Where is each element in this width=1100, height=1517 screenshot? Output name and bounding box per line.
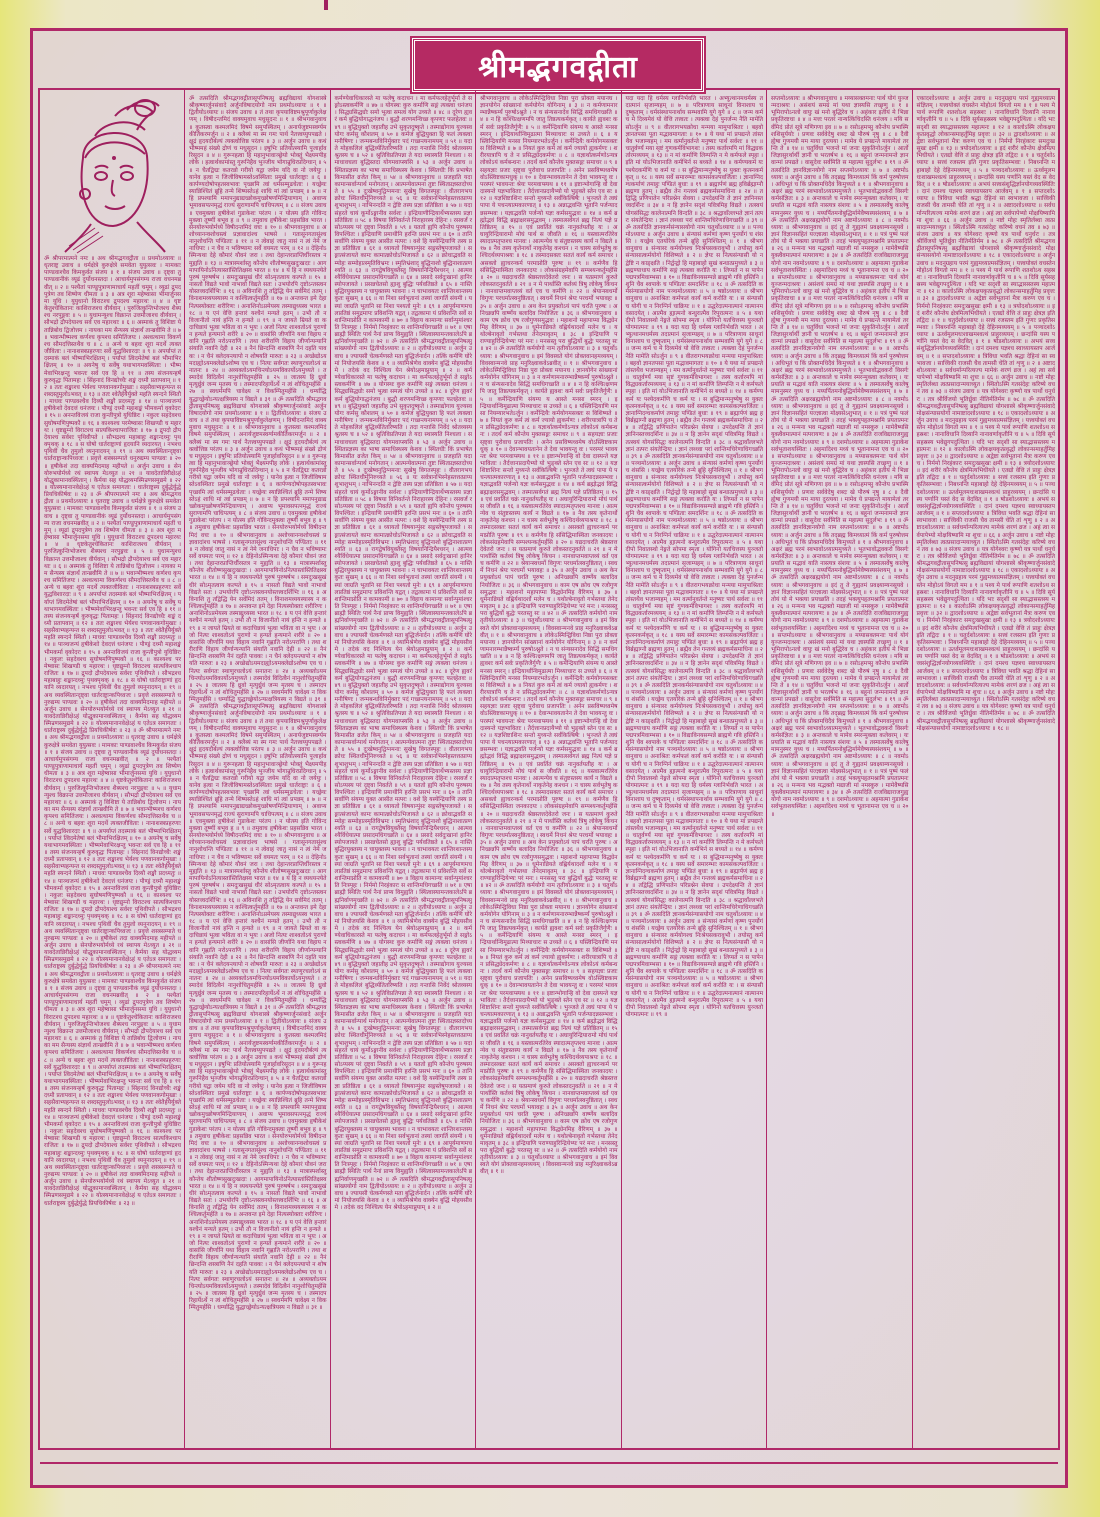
verse-text: कर्मण्येवाधिकारस्ते मा फलेषु कदाचन । मा कर्मफलहेतुर्भूर्मा ते सङ्गोऽस्त्वकर्मणि ॥ ४७ ॥ योगस्थः कुरु कर्माणि सङ्गं त्यक्त्वा धनंजय । सिद्ध्यसिद्ध्योः समो भूत्वा समत्वं योग उच्यते ॥ ४८ ॥ दूरेण ह्यवरं कर्म बुद्धियोगाद्धनंजय । बुद्धौ शरणमन्विच्छ कृपणाः फलहेतवः ॥ ४९ ॥ बुद्धियुक्तो जहातीह उभे सुकृतदुष्कृते । तस्माद्योगाय युज्यस्व योगः कर्मसु कौशलम् ॥ ५० ॥ कर्मजं बुद्धियुक्ता हि फलं त्यक्त्वा मनीषिणः । जन्मबन्धविनिर्मुक्ताः पदं गच्छन्त्यनामयम् ॥ ५१ ॥ यदा ते मोहकलिलं बुद्धिर्व्यतितरिष्यति । तदा गन्तासि निर्वेदं श्रोतव्यस्य श्रुतस्य च ॥ ५२ ॥ श्रुतिविप्रतिपन्ना ते यदा स्थास्यति निश्चला । समाधावचला बुद्धिस्तदा योगमवाप्स्यसि ॥ ५३ ॥ अर्जुन उवाच ॥ स्थितप्रज्ञस्य का भाषा समाधिस्थस्य केशव । स्थितधीः किं प्रभाषेत किमासीत व्रजेत किम् ॥ ५४ ॥ श्रीभगवानुवाच ॥ प्रजहाति यदा कामान्सर्वान्पार्थ मनोगतान् । आत्मन्येवात्मना तुष्टः स्थितप्रज्ञस्तदोच्यते ॥ ५५ ॥ दुःखेष्वनुद्विग्नमनाः सुखेषु विगतस्पृहः । वीतरागभयक्रोधः स्थितधीर्मुनिरुच्यते ॥ ५६ ॥ यः सर्वत्रानभिस्नेहस्तत्तत्प्राप्य शुभाशुभम् । नाभिनन्दति न द्वेष्टि तस्य प्रज्ञा प्रतिष्ठिता ॥ ५७ ॥ यदा संहरते चायं कूर्मोऽङ्गानीव सर्वशः । इन्द्रियाणीन्द्रियार्थेभ्यस्तस्य प्रज्ञा प्रतिष्ठिता ॥ ५८ ॥ विषया विनिवर्तन्ते निराहारस्य देहिनः । रसवर्जं रसोऽप्यस्य परं दृष्ट्वा निवर्तते ॥ ५९ ॥ यततो ह्यपि कौन्तेय पुरुषस्य विपश्चितः । इन्द्रियाणि प्रमाथीनि हरन्ति प्रसभं मनः ॥ ६० ॥ तानि सर्वाणि संयम्य युक्त आसीत मत्परः । वशे हि यस्येन्द्रियाणि तस्य प्रज्ञा प्रतिष्ठिता ॥ ६१ ॥ ध्यायतो विषयान्पुंसः सङ्गस्तेषूपजायते । सङ्गात्संजायते कामः कामात्क्रोधोऽभिजायते ॥ ६२ ॥ क्रोधाद्भवति सम्मोहः सम्मोहात्स्मृतिविभ्रमः । स्मृतिभ्रंशाद् बुद्धिनाशो बुद्धिनाशात्प्रणश्यति ॥ ६३ ॥ रागद्वेषवियुक्तैस्तु विषयानिन्द्रियैश्चरन् । आत्मवश्यैर्विधेयात्मा प्रसादमधिगच्छति ॥ ६४ ॥ प्रसादे सर्वदुःखानां हानिरस्योपजायते । प्रसन्नचेतसो ह्याशु बुद्धिः पर्यवतिष्ठते ॥ ६५ ॥ नास्ति बुद्धिरयुक्तस्य न चायुक्तस्य भावना । न चाभावयतः शान्तिरशान्तस्य कुतः सुखम् ॥ ६६ ॥ या निशा सर्वभूतानां तस्यां जागर्ति संयमी । यस्यां जाग्रति भूतानि सा निशा पश्यतो मुनेः ॥ ६९ ॥ आपूर्यमाणमचलप्रतिष्ठं समुद्रमापः प्रविशन्ति यद्वत् । तद्वत्कामा यं प्रविशन्ति सर्वे स शान्तिमाप्नोति न कामकामी ॥ ७० ॥ विहाय कामान्यः सर्वान्पुमांश्चरति निःस्पृहः । निर्ममो निरहंकारः स शान्तिमधिगच्छति ॥ ७१ ॥ एषा ब्राह्मी स्थितिः पार्थ नैनां प्राप्य विमुह्यति । स्थित्वास्यामन्तकालेऽपि ब्रह्मनिर्वाणमृच्छति ॥ ७२ ॥ ॐ तत्सदिति श्रीमद्भगवद्गीतासूपनिषत्सु सांख्ययोगो नाम द्वितीयोऽध्यायः ॥ २ ॥ तृतीयोऽध्यायः ॥ अर्जुन उवाच ॥ ज्यायसी चेत्कर्मणस्ते मता बुद्धिर्जनार्दन । तत्किं कर्मणि घोरे मां नियोजयसि केशव ॥ १ ॥ व्यामिश्रेणेव वाक्येन बुद्धिं मोहयसीव मे । तदेकं वद निश्चित्य येन श्रेयोऽहमाप्नुयाम् ॥ २ ॥ कर्मण्येवाधिकारस्ते मा फलेषु कदाचन । मा कर्मफलहेतुर्भूर्मा ते सङ्गोऽस्त्वकर्मणि ॥ ४७ ॥ योगस्थः कुरु कर्माणि सङ्गं त्यक्त्वा धनंजय । सिद्ध्यसिद्ध्योः समो भूत्वा समत्वं योग उच्यते ॥ ४८ ॥ दूरेण ह्यवरं कर्म बुद्धियोगाद्धनंजय । बुद्धौ शरणमन्विच्छ कृपणाः फलहेतवः ॥ ४९ ॥ बुद्धियुक्तो जहातीह उभे सुकृतदुष्कृते । तस्माद्योगाय युज्यस्व योगः कर्मसु कौशलम् ॥ ५० ॥ कर्मजं बुद्धियुक्ता हि फलं त्यक्त्वा मनीषिणः । जन्मबन्धविनिर्मुक्ताः पदं गच्छन्त्यनामयम् ॥ ५१ ॥ यदा ते मोहकलिलं बुद्धिर्व्यतितरिष्यति । तदा गन्तासि निर्वेदं श्रोतव्यस्य श्रुतस्य च ॥ ५२ ॥ श्रुतिविप्रतिपन्ना ते यदा स्थास्यति निश्चला । समाधावचला बुद्धिस्तदा योगमवाप्स्यसि ॥ ५३ ॥ अर्जुन उवाच ॥ स्थितप्रज्ञस्य का भाषा समाधिस्थस्य केशव । स्थितधीः किं प्रभाषेत किमासीत व्रजेत किम् ॥ ५४ ॥ श्रीभगवानुवाच ॥ प्रजहाति यदा कामान्सर्वान्पार्थ मनोगतान् । आत्मन्येवात्मना तुष्टः स्थितप्रज्ञस्तदोच्यते ॥ ५५ ॥ दुःखेष्वनुद्विग्नमनाः सुखेषु विगतस्पृहः । वीतरागभयक्रोधः स्थितधीर्मुनिरुच्यते ॥ ५६ ॥ यः सर्वत्रानभिस्नेहस्तत्तत्प्राप्य शुभाशुभम् । नाभिनन्दति न द्वेष्टि तस्य प्रज्ञा प्रतिष्ठिता ॥ ५७ ॥ यदा संहरते चायं कूर्मोऽङ्गानीव सर्वशः । इन्द्रियाणीन्द्रियार्थेभ्यस्तस्य प्रज्ञा प्रतिष्ठिता ॥ ५८ ॥ विषया विनिवर्तन्ते निराहारस्य देहिनः । रसवर्जं रसोऽप्यस्य परं दृष्ट्वा निवर्तते ॥ ५९ ॥ यततो ह्यपि कौन्तेय पुरुषस्य विपश्चितः । इन्द्रियाणि प्रमाथीनि हरन्ति प्रसभं मनः ॥ ६० ॥ तानि सर्वाणि संयम्य युक्त आसीत मत्परः । वशे हि यस्येन्द्रियाणि तस्य प्रज्ञा प्रतिष्ठिता ॥ ६१ ॥ ध्यायतो विषयान्पुंसः सङ्गस्तेषूपजायते । सङ्गात्संजायते कामः कामात्क्रोधोऽभिजायते ॥ ६२ ॥ क्रोधाद्भवति सम्मोहः सम्मोहात्स्मृतिविभ्रमः । स्मृतिभ्रंशाद् बुद्धिनाशो बुद्धिनाशात्प्रणश्यति ॥ ६३ ॥ रागद्वेषवियुक्तैस्तु विषयानिन्द्रियैश्चरन् । आत्मवश्यैर्विधेयात्मा प्रसादमधिगच्छति ॥ ६४ ॥ प्रसादे सर्वदुःखानां हानिरस्योपजायते । प्रसन्नचेतसो ह्याशु बुद्धिः पर्यवतिष्ठते ॥ ६५ ॥ नास्ति बुद्धिरयुक्तस्य न चायुक्तस्य भावना । न चाभावयतः शान्तिरशान्तस्य कुतः सुखम् ॥ ६६ ॥ या निशा सर्वभूतानां तस्यां जागर्ति संयमी । यस्यां जाग्रति भूतानि सा निशा पश्यतो मुनेः ॥ ६९ ॥ आपूर्यमाणमचलप्रतिष्ठं समुद्रमापः प्रविशन्ति यद्वत् । तद्वत्कामा यं प्रविशन्ति सर्वे स शान्तिमाप्नोति न कामकामी ॥ ७० ॥ विहाय कामान्यः सर्वान्पुमांश्चरति निःस्पृहः । निर्ममो निरहंकारः स शान्तिमधिगच्छति ॥ ७१ ॥ एषा ब्राह्मी स्थितिः पार्थ नैनां प्राप्य विमुह्यति । स्थित्वास्यामन्तकालेऽपि ब्रह्मनिर्वाणमृच्छति ॥ ७२ ॥ ॐ तत्सदिति श्रीमद्भगवद्गीतासूपनिषत्सु सांख्ययोगो नाम द्वितीयोऽध्यायः ॥ २ ॥ तृतीयोऽध्यायः ॥ अर्जुन उवाच ॥ ज्यायसी चेत्कर्मणस्ते मता बुद्धिर्जनार्दन । तत्किं कर्मणि घोरे मां नियोजयसि केशव ॥ १ ॥ व्यामिश्रेणेव वाक्येन बुद्धिं मोहयसीव मे । तदेकं वद निश्चित्य येन श्रेयोऽहमाप्नुयाम् ॥ २ ॥ कर्मण्येवाधिकारस्ते मा फलेषु कदाचन । मा कर्मफलहेतुर्भूर्मा ते सङ्गोऽस्त्वकर्मणि ॥ ४७ ॥ योगस्थः कुरु कर्माणि सङ्गं त्यक्त्वा धनंजय । सिद्ध्यसिद्ध्योः समो भूत्वा समत्वं योग उच्यते ॥ ४८ ॥ दूरेण ह्यवरं कर्म बुद्धियोगाद्धनंजय । बुद्धौ शरणमन्विच्छ कृपणाः फलहेतवः ॥ ४९ ॥ बुद्धियुक्तो जहातीह उभे सुकृतदुष्कृते । तस्माद्योगाय युज्यस्व योगः कर्मसु कौशलम् ॥ ५० ॥ कर्मजं बुद्धियुक्ता हि फलं त्यक्त्वा मनीषिणः । जन्मबन्धविनिर्मुक्ताः पदं गच्छन्त्यनामयम् ॥ ५१ ॥ यदा ते मोहकलिलं बुद्धिर्व्यतितरिष्यति । तदा गन्तासि निर्वेदं श्रोतव्यस्य श्रुतस्य च ॥ ५२ ॥ श्रुतिविप्रतिपन्ना ते यदा स्थास्यति निश्चला । समाधावचला बुद्धिस्तदा योगमवाप्स्यसि ॥ ५३ ॥ अर्जुन उवाच ॥ स्थितप्रज्ञस्य का भाषा समाधिस्थस्य केशव । स्थितधीः किं प्रभाषेत किमासीत व्रजेत किम् ॥ ५४ ॥ श्रीभगवानुवाच ॥ प्रजहाति यदा कामान्सर्वान्पार्थ मनोगतान् । आत्मन्येवात्मना तुष्टः स्थितप्रज्ञस्तदोच्यते ॥ ५५ ॥ दुःखेष्वनुद्विग्नमनाः सुखेषु विगतस्पृहः । वीतरागभयक्रोधः स्थितधीर्मुनिरुच्यते ॥ ५६ ॥ यः सर्वत्रानभिस्नेहस्तत्तत्प्राप्य शुभाशुभम् । नाभिनन्दति न द्वेष्टि तस्य प्रज्ञा प्रतिष्ठिता ॥ ५७ ॥ यदा संहरते चायं कूर्मोऽङ्गानीव सर्वशः । इन्द्रियाणीन्द्रियार्थेभ्यस्तस्य प्रज्ञा प्रतिष्ठिता ॥ ५८ ॥ विषया विनिवर्तन्ते निराहारस्य देहिनः । रसवर्जं रसोऽप्यस्य परं दृष्ट्वा निवर्तते ॥ ५९ ॥ यततो ह्यपि कौन्तेय पुरुषस्य विपश्चितः । इन्द्रियाणि प्रमाथीनि हरन्ति प्रसभं मनः ॥ ६० ॥ तानि सर्वाणि संयम्य युक्त आसीत मत्परः । वशे हि यस्येन्द्रियाणि तस्य प्रज्ञा प्रतिष्ठिता ॥ ६१ ॥ ध्यायतो विषयान्पुंसः सङ्गस्तेषूपजायते । सङ्गात्संजायते कामः कामात्क्रोधोऽभिजायते ॥ ६२ ॥ क्रोधाद्भवति सम्मोहः सम्मोहात्स्मृतिविभ्रमः । स्मृतिभ्रंशाद् बुद्धिनाशो बुद्धिनाशात्प्रणश्यति ॥ ६३ ॥ रागद्वेषवियुक्तैस्तु विषयानिन्द्रियैश्चरन् । आत्मवश्यैर्विधेयात्मा प्रसादमधिगच्छति ॥ ६४ ॥ प्रसादे सर्वदुःखानां हानिरस्योपजायते । प्रसन्नचेतसो ह्याशु बुद्धिः पर्यवतिष्ठते ॥ ६५ ॥ नास्ति बुद्धिरयुक्तस्य न चायुक्तस्य भावना । न चाभावयतः शान्तिरशान्तस्य कुतः सुखम् ॥ ६६ ॥ या निशा सर्वभूतानां तस्यां जागर्ति संयमी । यस्यां जाग्रति भूतानि सा निशा पश्यतो मुनेः ॥ ६९ ॥ आपूर्यमाणमचलप्रतिष्ठं समुद्रमापः प्रविशन्ति यद्वत् । तद्वत्कामा यं प्रविशन्ति सर्वे स शान्तिमाप्नोति न कामकामी ॥ ७० ॥ विहाय कामान्यः सर्वान्पुमांश्चरति निःस्पृहः । निर्ममो निरहंकारः स शान्तिमधिगच्छति ॥ ७१ ॥ एषा ब्राह्मी स्थितिः पार्थ नैनां प्राप्य विमुह्यति । स्थित्वास्यामन्तकालेऽपि ब्रह्मनिर्वाणमृच्छति ॥ ७२ ॥ ॐ तत्सदिति श्रीमद्भगवद्गीतासूपनिषत्सु सांख्ययोगो नाम द्वितीयोऽध्यायः ॥ २ ॥ तृतीयोऽध्यायः ॥ अर्जुन उवाच ॥ ज्यायसी चेत्कर्मणस्ते मता बुद्धिर्जनार्दन । तत्किं कर्मणि घोरे मां नियोजयसि केशव ॥ १ ॥ व्यामिश्रेणेव वाक्येन बुद्धिं मोहयसीव मे । तदेकं वद निश्चित्य येन श्रेयोऽहमाप्नुयाम् ॥ २ ॥ कर्मण्येवाधिकारस्ते मा फलेषु कदाचन । मा कर्मफलहेतुर्भूर्मा ते सङ्गोऽस्त्वकर्मणि ॥ ४७ ॥ योगस्थः कुरु कर्माणि सङ्गं त्यक्त्वा धनंजय । सिद्ध्यसिद्ध्योः समो भूत्वा समत्वं योग उच्यते ॥ ४८ ॥ दूरेण ह्यवरं कर्म बुद्धियोगाद्धनंजय । बुद्धौ शरणमन्विच्छ कृपणाः फलहेतवः ॥ ४९ ॥ बुद्धियुक्तो जहातीह उभे सुकृतदुष्कृते । तस्माद्योगाय युज्यस्व योगः कर्मसु कौशलम् ॥ ५० ॥ कर्मजं बुद्धियुक्ता हि फलं त्यक्त्वा मनीषिणः । जन्मबन्धविनिर्मुक्ताः पदं गच्छन्त्यनामयम् ॥ ५१ ॥ यदा ते मोहकलिलं बुद्धिर्व्यतितरिष्यति । तदा गन्तासि निर्वेदं श्रोतव्यस्य श्रुतस्य च ॥ ५२ ॥ श्रुतिविप्रतिपन्ना ते यदा स्थास्यति निश्चला । समाधावचला बुद्धिस्तदा योगमवाप्स्यसि ॥ ५३ ॥ अर्जुन उवाच ॥ स्थितप्रज्ञस्य का भाषा समाधिस्थस्य केशव । स्थितधीः किं प्रभाषेत किमासीत व्रजेत किम् ॥ ५४ ॥ श्रीभगवानुवाच ॥ प्रजहाति यदा कामान्सर्वान्पार्थ मनोगतान् । आत्मन्येवात्मना तुष्टः स्थितप्रज्ञस्तदोच्यते ॥ ५५ ॥ दुःखेष्वनुद्विग्नमनाः सुखेषु विगतस्पृहः । वीतरागभयक्रोधः स्थितधीर्मुनिरुच्यते ॥ ५६ ॥ यः सर्वत्रानभिस्नेहस्तत्तत्प्राप्य शुभाशुभम् । नाभिनन्दति न द्वेष्टि तस्य प्रज्ञा प्रतिष्ठिता ॥ ५७ ॥ यदा संहरते चायं कूर्मोऽङ्गानीव सर्वशः । इन्द्रियाणीन्द्रियार्थेभ्यस्तस्य प्रज्ञा प्रतिष्ठिता ॥ ५८ ॥ विषया विनिवर्तन्ते निराहारस्य देहिनः । रसवर्जं रसोऽप्यस्य परं दृष्ट्वा निवर्तते ॥ ५९ ॥ यततो ह्यपि कौन्तेय पुरुषस्य विपश्चितः । इन्द्रियाणि प्रमाथीनि हरन्ति प्रसभं मनः ॥ ६० ॥ तानि सर्वाणि संयम्य युक्त आसीत मत्परः । वशे हि यस्येन्द्रियाणि तस्य प्रज्ञा प्रतिष्ठिता ॥ ६१ ॥ ध्यायतो विषयान्पुंसः सङ्गस्तेषूपजायते । सङ्गात्संजायते कामः कामात्क्रोधोऽभिजायते ॥ ६२ ॥ क्रोधाद्भवति सम्मोहः सम्मोहात्स्मृतिविभ्रमः । स्मृतिभ्रंशाद् बुद्धिनाशो बुद्धिनाशात्प्रणश्यति ॥ ६३ ॥ रागद्वेषवियुक्तैस्तु विषयानिन्द्रियैश्चरन् । आत्मवश्यैर्विधेयात्मा प्रसादमधिगच्छति ॥ ६४ ॥ प्रसादे सर्वदुःखानां हानिरस्योपजायते । प्रसन्नचेतसो ह्याशु बुद्धिः पर्यवतिष्ठते ॥ ६५ ॥ नास्ति बुद्धिरयुक्तस्य न चायुक्तस्य भावना । न चाभावयतः शान्तिरशान्तस्य कुतः सुखम् ॥ ६६ ॥ या निशा सर्वभूतानां तस्यां जागर्ति संयमी । यस्यां जाग्रति भूतानि सा निशा पश्यतो मुनेः ॥ ६९ ॥ आपूर्यमाणमचलप्रतिष्ठं समुद्रमापः प्रविशन्ति यद्वत् । तद्वत्कामा यं प्रविशन्ति सर्वे स शान्तिमाप्नोति न कामकामी ॥ ७० ॥ विहाय कामान्यः सर्वान्पुमांश्चरति निःस्पृहः । निर्ममो निरहंकारः स शान्तिमधिगच्छति ॥ ७१ ॥ एषा ब्राह्मी स्थितिः पार्थ नैनां प्राप्य विमुह्यति । स्थित्वास्यामन्तकालेऽपि ब्रह्मनिर्वाणमृच्छति ॥ ७२ ॥ ॐ तत्सदिति श्रीमद्भगवद्गीतासूपनिषत्सु सांख्ययोगो नाम द्वितीयोऽध्यायः ॥ २ ॥ तृतीयोऽध्यायः ॥ अर्जुन उवाच ॥ ज्यायसी चेत्कर्मणस्ते मता बुद्धिर्जनार्दन । तत्किं कर्मणि घोरे मां नियोजयसि केशव ॥ १ ॥ व्यामिश्रेणेव वाक्येन बुद्धिं मोहयसीव मे । तदेकं वद निश्चित्य येन श्रेयोऽहमाप्नुयाम् ॥ २ ॥ (334, 96, 472, 1212)
top-mark (324, 0, 328, 10)
verse-text: ॐ श्रीपरमात्मने नमः ॥ अथ श्रीमद्भगवद्गीता ॥ प्रथमोऽध्यायः ॥ धृतराष्ट्र उवाच ॥ धर्मक्षेत्रे कुरुक्षेत्रे समवेता युयुत्सवः । मामकाः पाण्डवाश्चैव किमकुर्वत संजय ॥ १ ॥ संजय उवाच ॥ दृष्ट्वा तु पाण्डवानीकं व्यूढं दुर्योधनस्तदा । आचार्यमुपसंगम्य राजा वचनमब्रवीत् ॥ २ ॥ पश्यैतां पाण्डुपुत्राणामाचार्य महतीं चमूम् । व्यूढां द्रुपदपुत्रेण तव शिष्येण धीमता ॥ ३ ॥ अत्र शूरा महेष्वासा भीमार्जुनसमा युधि । युयुधानो विराटश्च द्रुपदश्च महारथः ॥ ४ ॥ धृष्टकेतुश्चेकितानः काशिराजश्च वीर्यवान् । पुरुजित्कुन्तिभोजश्च शैब्यश्च नरपुङ्गवः ॥ ५ ॥ युधामन्युश्च विक्रान्त उत्तमौजाश्च वीर्यवान् । सौभद्रो द्रौपदेयाश्च सर्व एव महारथाः ॥ ६ ॥ अस्माकं तु विशिष्टा ये तान्निबोध द्विजोत्तम । नायका मम सैन्यस्य संज्ञार्थं तान्ब्रवीमि ते ॥ ७ ॥ भवान्भीष्मश्च कर्णश्च कृपश्च समितिंजयः । अश्वत्थामा विकर्णश्च सौमदत्तिस्तथैव च ॥ ८ ॥ अन्ये च बहवः शूरा मदर्थे त्यक्तजीविताः । नानाशस्त्रप्रहरणाः सर्वे युद्धविशारदाः ॥ ९ ॥ अपर्याप्तं तदस्माकं बलं भीष्माभिरक्षितम् । पर्याप्तं त्विदमेतेषां बलं भीमाभिरक्षितम् ॥ १० ॥ अयनेषु च सर्वेषु यथाभागमवस्थिताः । भीष्ममेवाभिरक्षन्तु भवन्तः सर्व एव हि ॥ ११ ॥ तस्य संजनयन्हर्षं कुरुवृद्धः पितामहः । सिंहनादं विनद्योच्चैः शङ्खं दध्मौ प्रतापवान् ॥ १२ ॥ ततः शङ्खाश्च भेर्यश्च पणवानकगोमुखाः । सहसैवाभ्यहन्यन्त स शब्दस्तुमुलोऽभवत् ॥ १३ ॥ ततः श्वेतैर्हयैर्युक्ते महति स्यन्दने स्थितौ । माधवः पाण्डवश्चैव दिव्यौ शङ्खौ प्रदध्मतुः ॥ १४ ॥ पाञ्चजन्यं हृषीकेशो देवदत्तं धनंजयः । पौण्ड्रं दध्मौ महाशङ्खं भीमकर्मा वृकोदरः ॥ १५ ॥ अनन्तविजयं राजा कुन्तीपुत्रो युधिष्ठिरः । नकुलः सहदेवश्च सुघोषमणिपुष्पकौ ॥ १६ ॥ काश्यश्च परमेष्वासः शिखण्डी च महारथः । धृष्टद्युम्नो विराटश्च सात्यकिश्चापराजितः ॥ १७ ॥ द्रुपदो द्रौपदेयाश्च सर्वशः पृथिवीपते । सौभद्रश्च महाबाहुः शङ्खान्दध्मुः पृथक्पृथक् ॥ १८ ॥ स घोषो धार्तराष्ट्राणां हृदयानि व्यदारयत् । नभश्च पृथिवीं चैव तुमुलो व्यनुनादयन् ॥ १९ ॥ अथ व्यवस्थितान्दृष्ट्वा धार्तराष्ट्रान्कपिध्वजः । प्रवृत्ते शस्त्रसम्पाते धनुरुद्यम्य पाण्डवः ॥ २० ॥ हृषीकेशं तदा वाक्यमिदमाह महीपते ॥ अर्जुन उवाच ॥ सेनयोरुभयोर्मध्ये रथं स्थापय मेऽच्युत ॥ २१ ॥ यावदेतान्निरीक्षेऽहं योद्धुकामानवस्थितान् । कैर्मया सह योद्धव्यमस्मिन्रणसमुद्यमे ॥ २२ ॥ योत्स्यमानानवेक्षेऽहं य एतेऽत्र समागताः । धार्तराष्ट्रस्य दुर्बुद्धेर्युद्धे प्रियचिकीर्षवः ॥ २३ ॥ ॐ श्रीपरमात्मने नमः ॥ अथ श्रीमद्भगवद्गीता ॥ प्रथमोऽध्यायः ॥ धृतराष्ट्र उवाच ॥ धर्मक्षेत्रे कुरुक्षेत्रे समवेता युयुत्सवः । मामकाः पाण्डवाश्चैव किमकुर्वत संजय ॥ १ ॥ संजय उवाच ॥ दृष्ट्वा तु पाण्डवानीकं व्यूढं दुर्योधनस्तदा । आचार्यमुपसंगम्य राजा वचनमब्रवीत् ॥ २ ॥ पश्यैतां पाण्डुपुत्राणामाचार्य महतीं चमूम् । व्यूढां द्रुपदपुत्रेण तव शिष्येण धीमता ॥ ३ ॥ अत्र शूरा महेष्वासा भीमार्जुनसमा युधि । युयुधानो विराटश्च द्रुपदश्च महारथः ॥ ४ ॥ धृष्टकेतुश्चेकितानः काशिराजश्च वीर्यवान् । पुरुजित्कुन्तिभोजश्च शैब्यश्च नरपुङ्गवः ॥ ५ ॥ युधामन्युश्च विक्रान्त उत्तमौजाश्च वीर्यवान् । सौभद्रो द्रौपदेयाश्च सर्व एव महारथाः ॥ ६ ॥ अस्माकं तु विशिष्टा ये तान्निबोध द्विजोत्तम । नायका मम सैन्यस्य संज्ञार्थं तान्ब्रवीमि ते ॥ ७ ॥ भवान्भीष्मश्च कर्णश्च कृपश्च समितिंजयः । अश्वत्थामा विकर्णश्च सौमदत्तिस्तथैव च ॥ ८ ॥ अन्ये च बहवः शूरा मदर्थे त्यक्तजीविताः । नानाशस्त्रप्रहरणाः सर्वे युद्धविशारदाः ॥ ९ ॥ अपर्याप्तं तदस्माकं बलं भीष्माभिरक्षितम् । पर्याप्तं त्विदमेतेषां बलं भीमाभिरक्षितम् ॥ १० ॥ अयनेषु च सर्वेषु यथाभागमवस्थिताः । भीष्ममेवाभिरक्षन्तु भवन्तः सर्व एव हि ॥ ११ ॥ तस्य संजनयन्हर्षं कुरुवृद्धः पितामहः । सिंहनादं विनद्योच्चैः शङ्खं दध्मौ प्रतापवान् ॥ १२ ॥ ततः शङ्खाश्च भेर्यश्च पणवानकगोमुखाः । सहसैवाभ्यहन्यन्त स शब्दस्तुमुलोऽभवत् ॥ १३ ॥ ततः श्वेतैर्हयैर्युक्ते महति स्यन्दने स्थितौ । माधवः पाण्डवश्चैव दिव्यौ शङ्खौ प्रदध्मतुः ॥ १४ ॥ पाञ्चजन्यं हृषीकेशो देवदत्तं धनंजयः । पौण्ड्रं दध्मौ महाशङ्खं भीमकर्मा वृकोदरः ॥ १५ ॥ अनन्तविजयं राजा कुन्तीपुत्रो युधिष्ठिरः । नकुलः सहदेवश्च सुघोषमणिपुष्पकौ ॥ १६ ॥ काश्यश्च परमेष्वासः शिखण्डी च महारथः । धृष्टद्युम्नो विराटश्च सात्यकिश्चापराजितः ॥ १७ ॥ द्रुपदो द्रौपदेयाश्च सर्वशः पृथिवीपते । सौभद्रश्च महाबाहुः शङ्खान्दध्मुः पृथक्पृथक् ॥ १८ ॥ स घोषो धार्तराष्ट्राणां हृदयानि व्यदारयत् । नभश्च पृथिवीं चैव तुमुलो व्यनुनादयन् ॥ १९ ॥ अथ व्यवस्थितान्दृष्ट्वा धार्तराष्ट्रान्कपिध्वजः । प्रवृत्ते शस्त्रसम्पाते धनुरुद्यम्य पाण्डवः ॥ २० ॥ हृषीकेशं तदा वाक्यमिदमाह महीपते ॥ अर्जुन उवाच ॥ सेनयोरुभयोर्मध्ये रथं स्थापय मेऽच्युत ॥ २१ ॥ यावदेतान्निरीक्षेऽहं योद्धुकामानवस्थितान् । कैर्मया सह योद्धव्यमस्मिन्रणसमुद्यमे ॥ २२ ॥ योत्स्यमानानवेक्षेऽहं य एतेऽत्र समागताः । धार्तराष्ट्रस्य दुर्बुद्धेर्युद्धे प्रियचिकीर्षवः ॥ २३ ॥ ॐ श्रीपरमात्मने नमः ॥ अथ श्रीमद्भगवद्गीता ॥ प्रथमोऽध्यायः ॥ धृतराष्ट्र उवाच ॥ धर्मक्षेत्रे कुरुक्षेत्रे समवेता युयुत्सवः । मामकाः पाण्डवाश्चैव किमकुर्वत संजय ॥ १ ॥ संजय उवाच ॥ दृष्ट्वा तु पाण्डवानीकं व्यूढं दुर्योधनस्तदा । आचार्यमुपसंगम्य राजा वचनमब्रवीत् ॥ २ ॥ पश्यैतां पाण्डुपुत्राणामाचार्य महतीं चमूम् । व्यूढां द्रुपदपुत्रेण तव शिष्येण धीमता ॥ ३ ॥ अत्र शूरा महेष्वासा भीमार्जुनसमा युधि । युयुधानो विराटश्च द्रुपदश्च महारथः ॥ ४ ॥ धृष्टकेतुश्चेकितानः काशिराजश्च वीर्यवान् । पुरुजित्कुन्तिभोजश्च शैब्यश्च नरपुङ्गवः ॥ ५ ॥ युधामन्युश्च विक्रान्त उत्तमौजाश्च वीर्यवान् । सौभद्रो द्रौपदेयाश्च सर्व एव महारथाः ॥ ६ ॥ अस्माकं तु विशिष्टा ये तान्निबोध द्विजोत्तम । नायका मम सैन्यस्य संज्ञार्थं तान्ब्रवीमि ते ॥ ७ ॥ भवान्भीष्मश्च कर्णश्च कृपश्च समितिंजयः । अश्वत्थामा विकर्णश्च सौमदत्तिस्तथैव च ॥ ८ ॥ अन्ये च बहवः शूरा मदर्थे त्यक्तजीविताः । नानाशस्त्रप्रहरणाः सर्वे युद्धविशारदाः ॥ ९ ॥ अपर्याप्तं तदस्माकं बलं भीष्माभिरक्षितम् । पर्याप्तं त्विदमेतेषां बलं भीमाभिरक्षितम् ॥ १० ॥ अयनेषु च सर्वेषु यथाभागमवस्थिताः । भीष्ममेवाभिरक्षन्तु भवन्तः सर्व एव हि ॥ ११ ॥ तस्य संजनयन्हर्षं कुरुवृद्धः पितामहः । सिंहनादं विनद्योच्चैः शङ्खं दध्मौ प्रतापवान् ॥ १२ ॥ ततः शङ्खाश्च भेर्यश्च पणवानकगोमुखाः । सहसैवाभ्यहन्यन्त स शब्दस्तुमुलोऽभवत् ॥ १३ ॥ ततः श्वेतैर्हयैर्युक्ते महति स्यन्दने स्थितौ । माधवः पाण्डवश्चैव दिव्यौ शङ्खौ प्रदध्मतुः ॥ १४ ॥ पाञ्चजन्यं हृषीकेशो देवदत्तं धनंजयः । पौण्ड्रं दध्मौ महाशङ्खं भीमकर्मा वृकोदरः ॥ १५ ॥ अनन्तविजयं राजा कुन्तीपुत्रो युधिष्ठिरः । नकुलः सहदेवश्च सुघोषमणिपुष्पकौ ॥ १६ ॥ काश्यश्च परमेष्वासः शिखण्डी च महारथः । धृष्टद्युम्नो विराटश्च सात्यकिश्चापराजितः ॥ १७ ॥ द्रुपदो द्रौपदेयाश्च सर्वशः पृथिवीपते । सौभद्रश्च महाबाहुः शङ्खान्दध्मुः पृथक्पृथक् ॥ १८ ॥ स घोषो धार्तराष्ट्राणां हृदयानि व्यदारयत् । नभश्च पृथिवीं चैव तुमुलो व्यनुनादयन् ॥ १९ ॥ अथ व्यवस्थितान्दृष्ट्वा धार्तराष्ट्रान्कपिध्वजः । प्रवृत्ते शस्त्रसम्पाते धनुरुद्यम्य पाण्डवः ॥ २० ॥ हृषीकेशं तदा वाक्यमिदमाह महीपते ॥ अर्जुन उवाच ॥ सेनयोरुभयोर्मध्ये रथं स्थापय मेऽच्युत ॥ २१ ॥ यावदेतान्निरीक्षेऽहं योद्धुकामानवस्थितान् । कैर्मया सह योद्धव्यमस्मिन्रणसमुद्यमे ॥ २२ ॥ योत्स्यमानानवेक्षेऽहं य एतेऽत्र समागताः । धार्तराष्ट्रस्य दुर्बुद्धेर्युद्धे प्रियचिकीर्षवः ॥ २३ ॥ ॐ श्रीपरमात्मने नमः ॥ अथ श्रीमद्भगवद्गीता ॥ प्रथमोऽध्यायः ॥ धृतराष्ट्र उवाच ॥ धर्मक्षेत्रे कुरुक्षेत्रे समवेता युयुत्सवः । मामकाः पाण्डवाश्चैव किमकुर्वत संजय ॥ १ ॥ संजय उवाच ॥ दृष्ट्वा तु पाण्डवानीकं व्यूढं दुर्योधनस्तदा । आचार्यमुपसंगम्य राजा वचनमब्रवीत् ॥ २ ॥ पश्यैतां पाण्डुपुत्राणामाचार्य महतीं चमूम् । व्यूढां द्रुपदपुत्रेण तव शिष्येण धीमता ॥ ३ ॥ अत्र शूरा महेष्वासा भीमार्जुनसमा युधि । युयुधानो विराटश्च द्रुपदश्च महारथः ॥ ४ ॥ धृष्टकेतुश्चेकितानः काशिराजश्च वीर्यवान् । पुरुजित्कुन्तिभोजश्च शैब्यश्च नरपुङ्गवः ॥ ५ ॥ युधामन्युश्च विक्रान्त उत्तमौजाश्च वीर्यवान् । सौभद्रो द्रौपदेयाश्च सर्व एव महारथाः ॥ ६ ॥ अस्माकं तु विशिष्टा ये तान्निबोध द्विजोत्तम । नायका मम सैन्यस्य संज्ञार्थं तान्ब्रवीमि ते ॥ ७ ॥ भवान्भीष्मश्च कर्णश्च कृपश्च समितिंजयः । अश्वत्थामा विकर्णश्च सौमदत्तिस्तथैव च ॥ ८ ॥ अन्ये च बहवः शूरा मदर्थे त्यक्तजीविताः । नानाशस्त्रप्रहरणाः सर्वे युद्धविशारदाः ॥ ९ ॥ अपर्याप्तं तदस्माकं बलं भीष्माभिरक्षितम् । पर्याप्तं त्विदमेतेषां बलं भीमाभिरक्षितम् ॥ १० ॥ अयनेषु च सर्वेषु यथाभागमवस्थिताः । भीष्ममेवाभिरक्षन्तु भवन्तः सर्व एव हि ॥ ११ ॥ तस्य संजनयन्हर्षं कुरुवृद्धः पितामहः । सिंहनादं विनद्योच्चैः शङ्खं दध्मौ प्रतापवान् ॥ १२ ॥ ततः शङ्खाश्च भेर्यश्च पणवानकगोमुखाः । सहसैवाभ्यहन्यन्त स शब्दस्तुमुलोऽभवत् ॥ १३ ॥ ततः श्वेतैर्हयैर्युक्ते महति स्यन्दने स्थितौ । माधवः पाण्डवश्चैव दिव्यौ शङ्खौ प्रदध्मतुः ॥ १४ ॥ पाञ्चजन्यं हृषीकेशो देवदत्तं धनंजयः । पौण्ड्रं दध्मौ महाशङ्खं भीमकर्मा वृकोदरः ॥ १५ ॥ अनन्तविजयं राजा कुन्तीपुत्रो युधिष्ठिरः । नकुलः सहदेवश्च सुघोषमणिपुष्पकौ ॥ १६ ॥ काश्यश्च परमेष्वासः शिखण्डी च महारथः । धृष्टद्युम्नो विराटश्च सात्यकिश्चापराजितः ॥ १७ ॥ द्रुपदो द्रौपदेयाश्च सर्वशः पृथिवीपते । सौभद्रश्च महाबाहुः शङ्खान्दध्मुः पृथक्पृथक् ॥ १८ ॥ स घोषो धार्तराष्ट्राणां हृदयानि व्यदारयत् । नभश्च पृथिवीं चैव तुमुलो व्यनुनादयन् ॥ १९ ॥ अथ व्यवस्थितान्दृष्ट्वा धार्तराष्ट्रान्कपिध्वजः । प्रवृत्ते शस्त्रसम्पाते धनुरुद्यम्य पाण्डवः ॥ २० ॥ हृषीकेशं तदा वाक्यमिदमाह महीपते ॥ अर्जुन उवाच ॥ सेनयोरुभयोर्मध्ये रथं स्थापय मेऽच्युत ॥ २१ ॥ यावदेतान्निरीक्षेऽहं योद्धुकामानवस्थितान् । कैर्मया सह योद्धव्यमस्मिन्रणसमुद्यमे ॥ २२ ॥ योत्स्यमानानवेक्षेऽहं य एतेऽत्र समागताः । धार्तराष्ट्रस्य दुर्बुद्धेर्युद्धे प्रियचिकीर्षवः ॥ २३ ॥ (44, 256, 181, 1207)
text-column-6 (767, 90, 913, 1448)
verse-text: एकादशोऽध्यायः ॥ अर्जुन उवाच ॥ मदनुग्रहाय परमं गुह्यमध्यात्मसंज्ञितम् । यत्त्वयोक्तं वचस्तेन मोहोऽयं विगतो मम ॥ १ ॥ पश्य मे पार्थ रूपाणि शतशोऽथ सहस्रशः । नानाविधानि दिव्यानि नानावर्णाकृतीनि च ॥ ५ ॥ दिवि सूर्यसहस्रस्य भवेद्युगपदुत्थिता । यदि भाः सदृशी सा स्याद्भासस्तस्य महात्मनः ॥ १२ ॥ कालोऽस्मि लोकक्षयकृत्प्रवृद्धो लोकान्समाहर्तुमिह प्रवृत्तः ॥ ३२ ॥ द्वादशोऽध्यायः ॥ अद्वेष्टा सर्वभूतानां मैत्रः करुण एव च । निर्ममो निरहंकारः समदुःखसुखः क्षमी ॥ १३ ॥ त्रयोदशोऽध्यायः ॥ इदं शरीरं कौन्तेय क्षेत्रमित्यभिधीयते । एतद्यो वेत्ति तं प्राहुः क्षेत्रज्ञ इति तद्विदः ॥ १ ॥ चतुर्दशोऽध्यायः ॥ सत्त्वं रजस्तम इति गुणाः प्रकृतिसम्भवाः । निबध्नन्ति महाबाहो देहे देहिनमव्ययम् ॥ ५ ॥ पञ्चदशोऽध्यायः ॥ ऊर्ध्वमूलमधःशाखमश्वत्थं प्राहुरव्ययम् । छन्दांसि यस्य पर्णानि यस्तं वेद स वेदवित् ॥ १ ॥ षोडशोऽध्यायः ॥ अभयं सत्त्वसंशुद्धिर्ज्ञानयोगव्यवस्थितिः । दानं दमश्च यज्ञश्च स्वाध्यायस्तप आर्जवम् ॥ १ ॥ सप्तदशोऽध्यायः ॥ त्रिविधा भवति श्रद्धा देहिनां सा स्वभावजा । सात्त्विकी राजसी चैव तामसी चेति तां शृणु ॥ २ ॥ अष्टादशोऽध्यायः ॥ सर्वधर्मान्परित्यज्य मामेकं शरणं व्रज । अहं त्वा सर्वपापेभ्यो मोक्षयिष्यामि मा शुचः ॥ ६६ ॥ अर्जुन उवाच ॥ नष्टो मोहः स्मृतिर्लब्धा त्वत्प्रसादान्मयाच्युत । स्थितोऽस्मि गतसंदेहः करिष्ये वचनं तव ॥ ७३ ॥ संजय उवाच ॥ यत्र योगेश्वरः कृष्णो यत्र पार्थो धनुर्धरः । तत्र श्रीर्विजयो भूतिर्ध्रुवा नीतिर्मतिर्मम ॥ ७८ ॥ ॐ तत्सदिति श्रीमद्भगवद्गीतासूपनिषत्सु ब्रह्मविद्यायां योगशास्त्रे श्रीकृष्णार्जुनसंवादे मोक्षसंन्यासयोगो नामाष्टादशोऽध्यायः ॥ १८ ॥ एकादशोऽध्यायः ॥ अर्जुन उवाच ॥ मदनुग्रहाय परमं गुह्यमध्यात्मसंज्ञितम् । यत्त्वयोक्तं वचस्तेन मोहोऽयं विगतो मम ॥ १ ॥ पश्य मे पार्थ रूपाणि शतशोऽथ सहस्रशः । नानाविधानि दिव्यानि नानावर्णाकृतीनि च ॥ ५ ॥ दिवि सूर्यसहस्रस्य भवेद्युगपदुत्थिता । यदि भाः सदृशी सा स्याद्भासस्तस्य महात्मनः ॥ १२ ॥ कालोऽस्मि लोकक्षयकृत्प्रवृद्धो लोकान्समाहर्तुमिह प्रवृत्तः ॥ ३२ ॥ द्वादशोऽध्यायः ॥ अद्वेष्टा सर्वभूतानां मैत्रः करुण एव च । निर्ममो निरहंकारः समदुःखसुखः क्षमी ॥ १३ ॥ त्रयोदशोऽध्यायः ॥ इदं शरीरं कौन्तेय क्षेत्रमित्यभिधीयते । एतद्यो वेत्ति तं प्राहुः क्षेत्रज्ञ इति तद्विदः ॥ १ ॥ चतुर्दशोऽध्यायः ॥ सत्त्वं रजस्तम इति गुणाः प्रकृतिसम्भवाः । निबध्नन्ति महाबाहो देहे देहिनमव्ययम् ॥ ५ ॥ पञ्चदशोऽध्यायः ॥ ऊर्ध्वमूलमधःशाखमश्वत्थं प्राहुरव्ययम् । छन्दांसि यस्य पर्णानि यस्तं वेद स वेदवित् ॥ १ ॥ षोडशोऽध्यायः ॥ अभयं सत्त्वसंशुद्धिर्ज्ञानयोगव्यवस्थितिः । दानं दमश्च यज्ञश्च स्वाध्यायस्तप आर्जवम् ॥ १ ॥ सप्तदशोऽध्यायः ॥ त्रिविधा भवति श्रद्धा देहिनां सा स्वभावजा । सात्त्विकी राजसी चैव तामसी चेति तां शृणु ॥ २ ॥ अष्टादशोऽध्यायः ॥ सर्वधर्मान्परित्यज्य मामेकं शरणं व्रज । अहं त्वा सर्वपापेभ्यो मोक्षयिष्यामि मा शुचः ॥ ६६ ॥ अर्जुन उवाच ॥ नष्टो मोहः स्मृतिर्लब्धा त्वत्प्रसादान्मयाच्युत । स्थितोऽस्मि गतसंदेहः करिष्ये वचनं तव ॥ ७३ ॥ संजय उवाच ॥ यत्र योगेश्वरः कृष्णो यत्र पार्थो धनुर्धरः । तत्र श्रीर्विजयो भूतिर्ध्रुवा नीतिर्मतिर्मम ॥ ७८ ॥ ॐ तत्सदिति श्रीमद्भगवद्गीतासूपनिषत्सु ब्रह्मविद्यायां योगशास्त्रे श्रीकृष्णार्जुनसंवादे मोक्षसंन्यासयोगो नामाष्टादशोऽध्यायः ॥ १८ ॥ एकादशोऽध्यायः ॥ अर्जुन उवाच ॥ मदनुग्रहाय परमं गुह्यमध्यात्मसंज्ञितम् । यत्त्वयोक्तं वचस्तेन मोहोऽयं विगतो मम ॥ १ ॥ पश्य मे पार्थ रूपाणि शतशोऽथ सहस्रशः । नानाविधानि दिव्यानि नानावर्णाकृतीनि च ॥ ५ ॥ दिवि सूर्यसहस्रस्य भवेद्युगपदुत्थिता । यदि भाः सदृशी सा स्याद्भासस्तस्य महात्मनः ॥ १२ ॥ कालोऽस्मि लोकक्षयकृत्प्रवृद्धो लोकान्समाहर्तुमिह प्रवृत्तः ॥ ३२ ॥ द्वादशोऽध्यायः ॥ अद्वेष्टा सर्वभूतानां मैत्रः करुण एव च । निर्ममो निरहंकारः समदुःखसुखः क्षमी ॥ १३ ॥ त्रयोदशोऽध्यायः ॥ इदं शरीरं कौन्तेय क्षेत्रमित्यभिधीयते । एतद्यो वेत्ति तं प्राहुः क्षेत्रज्ञ इति तद्विदः ॥ १ ॥ चतुर्दशोऽध्यायः ॥ सत्त्वं रजस्तम इति गुणाः प्रकृतिसम्भवाः । निबध्नन्ति महाबाहो देहे देहिनमव्ययम् ॥ ५ ॥ पञ्चदशोऽध्यायः ॥ ऊर्ध्वमूलमधःशाखमश्वत्थं प्राहुरव्ययम् । छन्दांसि यस्य पर्णानि यस्तं वेद स वेदवित् ॥ १ ॥ षोडशोऽध्यायः ॥ अभयं सत्त्वसंशुद्धिर्ज्ञानयोगव्यवस्थितिः । दानं दमश्च यज्ञश्च स्वाध्यायस्तप आर्जवम् ॥ १ ॥ सप्तदशोऽध्यायः ॥ त्रिविधा भवति श्रद्धा देहिनां सा स्वभावजा । सात्त्विकी राजसी चैव तामसी चेति तां शृणु ॥ २ ॥ अष्टादशोऽध्यायः ॥ सर्वधर्मान्परित्यज्य मामेकं शरणं व्रज । अहं त्वा सर्वपापेभ्यो मोक्षयिष्यामि मा शुचः ॥ ६६ ॥ अर्जुन उवाच ॥ नष्टो मोहः स्मृतिर्लब्धा त्वत्प्रसादान्मयाच्युत । स्थितोऽस्मि गतसंदेहः करिष्ये वचनं तव ॥ ७३ ॥ संजय उवाच ॥ यत्र योगेश्वरः कृष्णो यत्र पार्थो धनुर्धरः । तत्र श्रीर्विजयो भूतिर्ध्रुवा नीतिर्मतिर्मम ॥ ७८ ॥ ॐ तत्सदिति श्रीमद्भगवद्गीतासूपनिषत्सु ब्रह्मविद्यायां योगशास्त्रे श्रीकृष्णार्जुनसंवादे मोक्षसंन्यासयोगो नामाष्टादशोऽध्यायः ॥ १८ ॥ एकादशोऽध्यायः ॥ अर्जुन उवाच ॥ मदनुग्रहाय परमं गुह्यमध्यात्मसंज्ञितम् । यत्त्वयोक्तं वचस्तेन मोहोऽयं विगतो मम ॥ १ ॥ पश्य मे पार्थ रूपाणि शतशोऽथ सहस्रशः । नानाविधानि दिव्यानि नानावर्णाकृतीनि च ॥ ५ ॥ दिवि सूर्यसहस्रस्य भवेद्युगपदुत्थिता । यदि भाः सदृशी सा स्याद्भासस्तस्य महात्मनः ॥ १२ ॥ कालोऽस्मि लोकक्षयकृत्प्रवृद्धो लोकान्समाहर्तुमिह प्रवृत्तः ॥ ३२ ॥ द्वादशोऽध्यायः ॥ अद्वेष्टा सर्वभूतानां मैत्रः करुण एव च । निर्ममो निरहंकारः समदुःखसुखः क्षमी ॥ १३ ॥ त्रयोदशोऽध्यायः ॥ इदं शरीरं कौन्तेय क्षेत्रमित्यभिधीयते । एतद्यो वेत्ति तं प्राहुः क्षेत्रज्ञ इति तद्विदः ॥ १ ॥ चतुर्दशोऽध्यायः ॥ सत्त्वं रजस्तम इति गुणाः प्रकृतिसम्भवाः । निबध्नन्ति महाबाहो देहे देहिनमव्ययम् ॥ ५ ॥ पञ्चदशोऽध्यायः ॥ ऊर्ध्वमूलमधःशाखमश्वत्थं प्राहुरव्ययम् । छन्दांसि यस्य पर्णानि यस्तं वेद स वेदवित् ॥ १ ॥ षोडशोऽध्यायः ॥ अभयं सत्त्वसंशुद्धिर्ज्ञानयोगव्यवस्थितिः । दानं दमश्च यज्ञश्च स्वाध्यायस्तप आर्जवम् ॥ १ ॥ सप्तदशोऽध्यायः ॥ त्रिविधा भवति श्रद्धा देहिनां सा स्वभावजा । सात्त्विकी राजसी चैव तामसी चेति तां शृणु ॥ २ ॥ अष्टादशोऽध्यायः ॥ सर्वधर्मान्परित्यज्य मामेकं शरणं व्रज । अहं त्वा सर्वपापेभ्यो मोक्षयिष्यामि मा शुचः ॥ ६६ ॥ अर्जुन उवाच ॥ नष्टो मोहः स्मृतिर्लब्धा त्वत्प्रसादान्मयाच्युत । स्थितोऽस्मि गतसंदेहः करिष्ये वचनं तव ॥ ७३ ॥ संजय उवाच ॥ यत्र योगेश्वरः कृष्णो यत्र पार्थो धनुर्धरः । तत्र श्रीर्विजयो भूतिर्ध्रुवा नीतिर्मतिर्मम ॥ ७८ ॥ ॐ तत्सदिति श्रीमद्भगवद्गीतासूपनिषत्सु ब्रह्मविद्यायां योगशास्त्रे श्रीकृष्णार्जुनसंवादे मोक्षसंन्यासयोगो नामाष्टादशोऽध्यायः ॥ १८ ॥ (916, 96, 1055, 732)
text-column-3 (331, 90, 477, 1448)
verse-text: श्रीभगवानुवाच ॥ लोकेऽस्मिन्द्विविधा निष्ठा पुरा प्रोक्ता मयानघ । ज्ञानयोगेन सांख्यानां कर्मयोगेन योगिनाम् ॥ ३ ॥ न कर्मणामनारम्भान्नैष्कर्म्यं पुरुषोऽश्नुते । न च संन्यसनादेव सिद्धिं समधिगच्छति ॥ ४ ॥ न हि कश्चित्क्षणमपि जातु तिष्ठत्यकर्मकृत् । कार्यते ह्यवशः कर्म सर्वः प्रकृतिजैर्गुणैः ॥ ५ ॥ कर्मेन्द्रियाणि संयम्य य आस्ते मनसा स्मरन् । इन्द्रियार्थान्विमूढात्मा मिथ्याचारः स उच्यते ॥ ६ ॥ यस्त्विन्द्रियाणि मनसा नियम्यारभतेऽर्जुन । कर्मेन्द्रियैः कर्मयोगमसक्तः स विशिष्यते ॥ ७ ॥ नियतं कुरु कर्म त्वं कर्म ज्यायो ह्यकर्मणः । शरीरयात्रापि च ते न प्रसिद्ध्येदकर्मणः ॥ ८ ॥ यज्ञार्थात्कर्मणोऽन्यत्र लोकोऽयं कर्मबन्धनः । तदर्थं कर्म कौन्तेय मुक्तसङ्गः समाचर ॥ ९ ॥ सहयज्ञाः प्रजाः सृष्ट्वा पुरोवाच प्रजापतिः । अनेन प्रसविष्यध्वमेष वोऽस्त्विष्टकामधुक् ॥ १० ॥ देवान्भावयतानेन ते देवा भावयन्तु वः । परस्परं भावयन्तः श्रेयः परमवाप्स्यथ ॥ ११ ॥ इष्टान्भोगान्हि वो देवा दास्यन्ते यज्ञभाविताः । तैर्दत्तानप्रदायैभ्यो यो भुङ्क्ते स्तेन एव सः ॥ १२ ॥ यज्ञशिष्टाशिनः सन्तो मुच्यन्ते सर्वकिल्बिषैः । भुञ्जते ते त्वघं पापा ये पचन्त्यात्मकारणात् ॥ १३ ॥ अन्नाद्भवन्ति भूतानि पर्जन्यादन्नसम्भवः । यज्ञाद्भवति पर्जन्यो यज्ञः कर्मसमुद्भवः ॥ १४ ॥ कर्म ब्रह्मोद्भवं विद्धि ब्रह्माक्षरसमुद्भवम् । तस्मात्सर्वगतं ब्रह्म नित्यं यज्ञे प्रतिष्ठितम् ॥ १५ ॥ एवं प्रवर्तितं चक्रं नानुवर्तयतीह यः । अघायुरिन्द्रियारामो मोघं पार्थ स जीवति ॥ १६ ॥ यस्त्वात्मरतिरेव स्यादात्मतृप्तश्च मानवः । आत्मन्येव च संतुष्टस्तस्य कार्यं न विद्यते ॥ १७ ॥ नैव तस्य कृतेनार्थो नाकृतेनेह कश्चन । न चास्य सर्वभूतेषु कश्चिदर्थव्यपाश्रयः ॥ १८ ॥ तस्मादसक्तः सततं कार्यं कर्म समाचर । असक्तो ह्याचरन्कर्म परमाप्नोति पूरुषः ॥ १९ ॥ कर्मणैव हि संसिद्धिमास्थिता जनकादयः । लोकसंग्रहमेवापि सम्पश्यन्कर्तुमर्हसि ॥ २० ॥ यद्यदाचरति श्रेष्ठस्तत्तदेवेतरो जनः । स यत्प्रमाणं कुरुते लोकस्तदनुवर्तते ॥ २१ ॥ न मे पार्थास्ति कर्तव्यं त्रिषु लोकेषु किंचन । नानवाप्तमवाप्तव्यं वर्त एव च कर्मणि ॥ २२ ॥ श्रेयान्स्वधर्मो विगुणः परधर्मात्स्वनुष्ठितात् । स्वधर्मे निधनं श्रेयः परधर्मो भयावहः ॥ ३५ ॥ अर्जुन उवाच ॥ अथ केन प्रयुक्तोऽयं पापं चरति पूरुषः । अनिच्छन्नपि वार्ष्णेय बलादिव नियोजितः ॥ ३६ ॥ श्रीभगवानुवाच ॥ काम एष क्रोध एष रजोगुणसमुद्भवः । महाशनो महापाप्मा विद्ध्येनमिह वैरिणम् ॥ ३७ ॥ धूमेनाव्रियते वह्निर्यथादर्शो मलेन च । यथोल्बेनावृतो गर्भस्तथा तेनेदमावृतम् ॥ ३८ ॥ इन्द्रियाणि पराण्याहुरिन्द्रियेभ्यः परं मनः । मनसस्तु परा बुद्धिर्यो बुद्धेः परतस्तु सः ॥ ४२ ॥ ॐ तत्सदिति कर्मयोगो नाम तृतीयोऽध्यायः ॥ ३ ॥ चतुर्थोऽध्यायः ॥ श्रीभगवानुवाच ॥ इमं विवस्वते योगं प्रोक्तवानहमव्ययम् । विवस्वान्मनवे प्राह मनुरिक्ष्वाकवेऽब्रवीत् ॥ १ ॥ श्रीभगवानुवाच ॥ लोकेऽस्मिन्द्विविधा निष्ठा पुरा प्रोक्ता मयानघ । ज्ञानयोगेन सांख्यानां कर्मयोगेन योगिनाम् ॥ ३ ॥ न कर्मणामनारम्भान्नैष्कर्म्यं पुरुषोऽश्नुते । न च संन्यसनादेव सिद्धिं समधिगच्छति ॥ ४ ॥ न हि कश्चित्क्षणमपि जातु तिष्ठत्यकर्मकृत् । कार्यते ह्यवशः कर्म सर्वः प्रकृतिजैर्गुणैः ॥ ५ ॥ कर्मेन्द्रियाणि संयम्य य आस्ते मनसा स्मरन् । इन्द्रियार्थान्विमूढात्मा मिथ्याचारः स उच्यते ॥ ६ ॥ यस्त्विन्द्रियाणि मनसा नियम्यारभतेऽर्जुन । कर्मेन्द्रियैः कर्मयोगमसक्तः स विशिष्यते ॥ ७ ॥ नियतं कुरु कर्म त्वं कर्म ज्यायो ह्यकर्मणः । शरीरयात्रापि च ते न प्रसिद्ध्येदकर्मणः ॥ ८ ॥ यज्ञार्थात्कर्मणोऽन्यत्र लोकोऽयं कर्मबन्धनः । तदर्थं कर्म कौन्तेय मुक्तसङ्गः समाचर ॥ ९ ॥ सहयज्ञाः प्रजाः सृष्ट्वा पुरोवाच प्रजापतिः । अनेन प्रसविष्यध्वमेष वोऽस्त्विष्टकामधुक् ॥ १० ॥ देवान्भावयतानेन ते देवा भावयन्तु वः । परस्परं भावयन्तः श्रेयः परमवाप्स्यथ ॥ ११ ॥ इष्टान्भोगान्हि वो देवा दास्यन्ते यज्ञभाविताः । तैर्दत्तानप्रदायैभ्यो यो भुङ्क्ते स्तेन एव सः ॥ १२ ॥ यज्ञशिष्टाशिनः सन्तो मुच्यन्ते सर्वकिल्बिषैः । भुञ्जते ते त्वघं पापा ये पचन्त्यात्मकारणात् ॥ १३ ॥ अन्नाद्भवन्ति भूतानि पर्जन्यादन्नसम्भवः । यज्ञाद्भवति पर्जन्यो यज्ञः कर्मसमुद्भवः ॥ १४ ॥ कर्म ब्रह्मोद्भवं विद्धि ब्रह्माक्षरसमुद्भवम् । तस्मात्सर्वगतं ब्रह्म नित्यं यज्ञे प्रतिष्ठितम् ॥ १५ ॥ एवं प्रवर्तितं चक्रं नानुवर्तयतीह यः । अघायुरिन्द्रियारामो मोघं पार्थ स जीवति ॥ १६ ॥ यस्त्वात्मरतिरेव स्यादात्मतृप्तश्च मानवः । आत्मन्येव च संतुष्टस्तस्य कार्यं न विद्यते ॥ १७ ॥ नैव तस्य कृतेनार्थो नाकृतेनेह कश्चन । न चास्य सर्वभूतेषु कश्चिदर्थव्यपाश्रयः ॥ १८ ॥ तस्मादसक्तः सततं कार्यं कर्म समाचर । असक्तो ह्याचरन्कर्म परमाप्नोति पूरुषः ॥ १९ ॥ कर्मणैव हि संसिद्धिमास्थिता जनकादयः । लोकसंग्रहमेवापि सम्पश्यन्कर्तुमर्हसि ॥ २० ॥ यद्यदाचरति श्रेष्ठस्तत्तदेवेतरो जनः । स यत्प्रमाणं कुरुते लोकस्तदनुवर्तते ॥ २१ ॥ न मे पार्थास्ति कर्तव्यं त्रिषु लोकेषु किंचन । नानवाप्तमवाप्तव्यं वर्त एव च कर्मणि ॥ २२ ॥ श्रेयान्स्वधर्मो विगुणः परधर्मात्स्वनुष्ठितात् । स्वधर्मे निधनं श्रेयः परधर्मो भयावहः ॥ ३५ ॥ अर्जुन उवाच ॥ अथ केन प्रयुक्तोऽयं पापं चरति पूरुषः । अनिच्छन्नपि वार्ष्णेय बलादिव नियोजितः ॥ ३६ ॥ श्रीभगवानुवाच ॥ काम एष क्रोध एष रजोगुणसमुद्भवः । महाशनो महापाप्मा विद्ध्येनमिह वैरिणम् ॥ ३७ ॥ धूमेनाव्रियते वह्निर्यथादर्शो मलेन च । यथोल्बेनावृतो गर्भस्तथा तेनेदमावृतम् ॥ ३८ ॥ इन्द्रियाणि पराण्याहुरिन्द्रियेभ्यः परं मनः । मनसस्तु परा बुद्धिर्यो बुद्धेः परतस्तु सः ॥ ४२ ॥ ॐ तत्सदिति कर्मयोगो नाम तृतीयोऽध्यायः ॥ ३ ॥ चतुर्थोऽध्यायः ॥ श्रीभगवानुवाच ॥ इमं विवस्वते योगं प्रोक्तवानहमव्ययम् । विवस्वान्मनवे प्राह मनुरिक्ष्वाकवेऽब्रवीत् ॥ १ ॥ श्रीभगवानुवाच ॥ लोकेऽस्मिन्द्विविधा निष्ठा पुरा प्रोक्ता मयानघ । ज्ञानयोगेन सांख्यानां कर्मयोगेन योगिनाम् ॥ ३ ॥ न कर्मणामनारम्भान्नैष्कर्म्यं पुरुषोऽश्नुते । न च संन्यसनादेव सिद्धिं समधिगच्छति ॥ ४ ॥ न हि कश्चित्क्षणमपि जातु तिष्ठत्यकर्मकृत् । कार्यते ह्यवशः कर्म सर्वः प्रकृतिजैर्गुणैः ॥ ५ ॥ कर्मेन्द्रियाणि संयम्य य आस्ते मनसा स्मरन् । इन्द्रियार्थान्विमूढात्मा मिथ्याचारः स उच्यते ॥ ६ ॥ यस्त्विन्द्रियाणि मनसा नियम्यारभतेऽर्जुन । कर्मेन्द्रियैः कर्मयोगमसक्तः स विशिष्यते ॥ ७ ॥ नियतं कुरु कर्म त्वं कर्म ज्यायो ह्यकर्मणः । शरीरयात्रापि च ते न प्रसिद्ध्येदकर्मणः ॥ ८ ॥ यज्ञार्थात्कर्मणोऽन्यत्र लोकोऽयं कर्मबन्धनः । तदर्थं कर्म कौन्तेय मुक्तसङ्गः समाचर ॥ ९ ॥ सहयज्ञाः प्रजाः सृष्ट्वा पुरोवाच प्रजापतिः । अनेन प्रसविष्यध्वमेष वोऽस्त्विष्टकामधुक् ॥ १० ॥ देवान्भावयतानेन ते देवा भावयन्तु वः । परस्परं भावयन्तः श्रेयः परमवाप्स्यथ ॥ ११ ॥ इष्टान्भोगान्हि वो देवा दास्यन्ते यज्ञभाविताः । तैर्दत्तानप्रदायैभ्यो यो भुङ्क्ते स्तेन एव सः ॥ १२ ॥ यज्ञशिष्टाशिनः सन्तो मुच्यन्ते सर्वकिल्बिषैः । भुञ्जते ते त्वघं पापा ये पचन्त्यात्मकारणात् ॥ १३ ॥ अन्नाद्भवन्ति भूतानि पर्जन्यादन्नसम्भवः । यज्ञाद्भवति पर्जन्यो यज्ञः कर्मसमुद्भवः ॥ १४ ॥ कर्म ब्रह्मोद्भवं विद्धि ब्रह्माक्षरसमुद्भवम् । तस्मात्सर्वगतं ब्रह्म नित्यं यज्ञे प्रतिष्ठितम् ॥ १५ ॥ एवं प्रवर्तितं चक्रं नानुवर्तयतीह यः । अघायुरिन्द्रियारामो मोघं पार्थ स जीवति ॥ १६ ॥ यस्त्वात्मरतिरेव स्यादात्मतृप्तश्च मानवः । आत्मन्येव च संतुष्टस्तस्य कार्यं न विद्यते ॥ १७ ॥ नैव तस्य कृतेनार्थो नाकृतेनेह कश्चन । न चास्य सर्वभूतेषु कश्चिदर्थव्यपाश्रयः ॥ १८ ॥ तस्मादसक्तः सततं कार्यं कर्म समाचर । असक्तो ह्याचरन्कर्म परमाप्नोति पूरुषः ॥ १९ ॥ कर्मणैव हि संसिद्धिमास्थिता जनकादयः । लोकसंग्रहमेवापि सम्पश्यन्कर्तुमर्हसि ॥ २० ॥ यद्यदाचरति श्रेष्ठस्तत्तदेवेतरो जनः । स यत्प्रमाणं कुरुते लोकस्तदनुवर्तते ॥ २१ ॥ न मे पार्थास्ति कर्तव्यं त्रिषु लोकेषु किंचन । नानवाप्तमवाप्तव्यं वर्त एव च कर्मणि ॥ २२ ॥ श्रेयान्स्वधर्मो विगुणः परधर्मात्स्वनुष्ठितात् । स्वधर्मे निधनं श्रेयः परधर्मो भयावहः ॥ ३५ ॥ अर्जुन उवाच ॥ अथ केन प्रयुक्तोऽयं पापं चरति पूरुषः । अनिच्छन्नपि वार्ष्णेय बलादिव नियोजितः ॥ ३६ ॥ श्रीभगवानुवाच ॥ काम एष क्रोध एष रजोगुणसमुद्भवः । महाशनो महापाप्मा विद्ध्येनमिह वैरिणम् ॥ ३७ ॥ धूमेनाव्रियते वह्निर्यथादर्शो मलेन च । यथोल्बेनावृतो गर्भस्तथा तेनेदमावृतम् ॥ ३८ ॥ इन्द्रियाणि पराण्याहुरिन्द्रियेभ्यः परं मनः । मनसस्तु परा बुद्धिर्यो बुद्धेः परतस्तु सः ॥ ४२ ॥ ॐ तत्सदिति कर्मयोगो नाम तृतीयोऽध्यायः ॥ ३ ॥ चतुर्थोऽध्यायः ॥ श्रीभगवानुवाच ॥ इमं विवस्वते योगं प्रोक्तवानहमव्ययम् । विवस्वान्मनवे प्राह मनुरिक्ष्वाकवेऽब्रवीत् ॥ १ ॥ श्रीभगवानुवाच ॥ लोकेऽस्मिन्द्विविधा निष्ठा पुरा प्रोक्ता मयानघ । ज्ञानयोगेन सांख्यानां कर्मयोगेन योगिनाम् ॥ ३ ॥ न कर्मणामनारम्भान्नैष्कर्म्यं पुरुषोऽश्नुते । न च संन्यसनादेव सिद्धिं समधिगच्छति ॥ ४ ॥ न हि कश्चित्क्षणमपि जातु तिष्ठत्यकर्मकृत् । कार्यते ह्यवशः कर्म सर्वः प्रकृतिजैर्गुणैः ॥ ५ ॥ कर्मेन्द्रियाणि संयम्य य आस्ते मनसा स्मरन् । इन्द्रियार्थान्विमूढात्मा मिथ्याचारः स उच्यते ॥ ६ ॥ यस्त्विन्द्रियाणि मनसा नियम्यारभतेऽर्जुन । कर्मेन्द्रियैः कर्मयोगमसक्तः स विशिष्यते ॥ ७ ॥ नियतं कुरु कर्म त्वं कर्म ज्यायो ह्यकर्मणः । शरीरयात्रापि च ते न प्रसिद्ध्येदकर्मणः ॥ ८ ॥ यज्ञार्थात्कर्मणोऽन्यत्र लोकोऽयं कर्मबन्धनः । तदर्थं कर्म कौन्तेय मुक्तसङ्गः समाचर ॥ ९ ॥ सहयज्ञाः प्रजाः सृष्ट्वा पुरोवाच प्रजापतिः । अनेन प्रसविष्यध्वमेष वोऽस्त्विष्टकामधुक् ॥ १० ॥ देवान्भावयतानेन ते देवा भावयन्तु वः । परस्परं भावयन्तः श्रेयः परमवाप्स्यथ ॥ ११ ॥ इष्टान्भोगान्हि वो देवा दास्यन्ते यज्ञभाविताः । तैर्दत्तानप्रदायैभ्यो यो भुङ्क्ते स्तेन एव सः ॥ १२ ॥ यज्ञशिष्टाशिनः सन्तो मुच्यन्ते सर्वकिल्बिषैः । भुञ्जते ते त्वघं पापा ये पचन्त्यात्मकारणात् ॥ १३ ॥ अन्नाद्भवन्ति भूतानि पर्जन्यादन्नसम्भवः । यज्ञाद्भवति पर्जन्यो यज्ञः कर्मसमुद्भवः ॥ १४ ॥ कर्म ब्रह्मोद्भवं विद्धि ब्रह्माक्षरसमुद्भवम् । तस्मात्सर्वगतं ब्रह्म नित्यं यज्ञे प्रतिष्ठितम् ॥ १५ ॥ एवं प्रवर्तितं चक्रं नानुवर्तयतीह यः । अघायुरिन्द्रियारामो मोघं पार्थ स जीवति ॥ १६ ॥ यस्त्वात्मरतिरेव स्यादात्मतृप्तश्च मानवः । आत्मन्येव च संतुष्टस्तस्य कार्यं न विद्यते ॥ १७ ॥ नैव तस्य कृतेनार्थो नाकृतेनेह कश्चन । न चास्य सर्वभूतेषु कश्चिदर्थव्यपाश्रयः ॥ १८ ॥ तस्मादसक्तः सततं कार्यं कर्म समाचर । असक्तो ह्याचरन्कर्म परमाप्नोति पूरुषः ॥ १९ ॥ कर्मणैव हि संसिद्धिमास्थिता जनकादयः । लोकसंग्रहमेवापि सम्पश्यन्कर्तुमर्हसि ॥ २० ॥ यद्यदाचरति श्रेष्ठस्तत्तदेवेतरो जनः । स यत्प्रमाणं कुरुते लोकस्तदनुवर्तते ॥ २१ ॥ न मे पार्थास्ति कर्तव्यं त्रिषु लोकेषु किंचन । नानवाप्तमवाप्तव्यं वर्त एव च कर्मणि ॥ २२ ॥ श्रेयान्स्वधर्मो विगुणः परधर्मात्स्वनुष्ठितात् । स्वधर्मे निधनं श्रेयः परधर्मो भयावहः ॥ ३५ ॥ अर्जुन उवाच ॥ अथ केन प्रयुक्तोऽयं पापं चरति पूरुषः । अनिच्छन्नपि वार्ष्णेय बलादिव नियोजितः ॥ ३६ ॥ श्रीभगवानुवाच ॥ काम एष क्रोध एष रजोगुणसमुद्भवः । महाशनो महापाप्मा विद्ध्येनमिह वैरिणम् ॥ ३७ ॥ धूमेनाव्रियते वह्निर्यथादर्शो मलेन च । यथोल्बेनावृतो गर्भस्तथा तेनेदमावृतम् ॥ ३८ ॥ इन्द्रियाणि पराण्याहुरिन्द्रियेभ्यः परं मनः । मनसस्तु परा बुद्धिर्यो बुद्धेः परतस्तु सः ॥ ४२ ॥ ॐ तत्सदिति कर्मयोगो नाम तृतीयोऽध्यायः ॥ ३ ॥ चतुर्थोऽध्यायः ॥ श्रीभगवानुवाच ॥ इमं विवस्वते योगं प्रोक्तवानहमव्ययम् । विवस्वान्मनवे प्राह मनुरिक्ष्वाकवेऽब्रवीत् ॥ १ ॥ (480, 96, 618, 1176)
text-column-4 (476, 90, 622, 1448)
verse-text: यदा यदा हि धर्मस्य ग्लानिर्भवति भारत । अभ्युत्थानमधर्मस्य तदात्मानं सृजाम्यहम् ॥ ७ ॥ परित्राणाय साधूनां विनाशाय च दुष्कृताम् । धर्मसंस्थापनार्थाय सम्भवामि युगे युगे ॥ ८ ॥ जन्म कर्म च मे दिव्यमेवं यो वेत्ति तत्त्वतः । त्यक्त्वा देहं पुनर्जन्म नैति मामेति सोऽर्जुन ॥ ९ ॥ वीतरागभयक्रोधा मन्मया मामुपाश्रिताः । बहवो ज्ञानतपसा पूता मद्भावमागताः ॥ १० ॥ ये यथा मां प्रपद्यन्ते तांस्तथैव भजाम्यहम् । मम वर्त्मानुवर्तन्ते मनुष्याः पार्थ सर्वशः ॥ ११ ॥ चातुर्वर्ण्यं मया सृष्टं गुणकर्मविभागशः । तस्य कर्तारमपि मां विद्ध्यकर्तारमव्ययम् ॥ १३ ॥ न मां कर्माणि लिम्पन्ति न मे कर्मफले स्पृहा । इति मां योऽभिजानाति कर्मभिर्न स बध्यते ॥ १४ ॥ कर्मण्यकर्म यः पश्येदकर्मणि च कर्म यः । स बुद्धिमान्मनुष्येषु स युक्तः कृत्स्नकर्मकृत् ॥ १८ ॥ यस्य सर्वे समारम्भाः कामसंकल्पवर्जिताः । ज्ञानाग्निदग्धकर्माणं तमाहुः पण्डितं बुधाः ॥ १९ ॥ ब्रह्मार्पणं ब्रह्म हविर्ब्रह्माग्नौ ब्रह्मणा हुतम् । ब्रह्मैव तेन गन्तव्यं ब्रह्मकर्मसमाधिना ॥ २४ ॥ तद्विद्धि प्रणिपातेन परिप्रश्नेन सेवया । उपदेक्ष्यन्ति ते ज्ञानं ज्ञानिनस्तत्त्वदर्शिनः ॥ ३४ ॥ न हि ज्ञानेन सदृशं पवित्रमिह विद्यते । तत्स्वयं योगसंसिद्धः कालेनात्मनि विन्दति ॥ ३८ ॥ श्रद्धावाँल्लभते ज्ञानं तत्परः संयतेन्द्रियः । ज्ञानं लब्ध्वा परां शान्तिमचिरेणाधिगच्छति ॥ ३९ ॥ ॐ तत्सदिति ज्ञानकर्मसंन्यासयोगो नाम चतुर्थोऽध्यायः ॥ ४ ॥ पञ्चमोऽध्यायः ॥ अर्जुन उवाच ॥ संन्यासं कर्मणां कृष्ण पुनर्योगं च शंससि । यच्छ्रेय एतयोरेकं तन्मे ब्रूहि सुनिश्चितम् ॥ १ ॥ श्रीभगवानुवाच ॥ संन्यासः कर्मयोगश्च निःश्रेयसकरावुभौ । तयोस्तु कर्मसंन्यासात्कर्मयोगो विशिष्यते ॥ २ ॥ ज्ञेयः स नित्यसंन्यासी यो न द्वेष्टि न काङ्क्षति । निर्द्वन्द्वो हि महाबाहो सुखं बन्धात्प्रमुच्यते ॥ ३ ॥ ब्रह्मण्याधाय कर्माणि सङ्गं त्यक्त्वा करोति यः । लिप्यते न स पापेन पद्मपत्रमिवाम्भसा ॥ १० ॥ विद्याविनयसम्पन्ने ब्राह्मणे गवि हस्तिनि । शुनि चैव श्वपाके च पण्डिताः समदर्शिनः ॥ १८ ॥ ॐ तत्सदिति कर्मसंन्यासयोगो नाम पञ्चमोऽध्यायः ॥ ५ ॥ षष्ठोऽध्यायः ॥ श्रीभगवानुवाच ॥ अनाश्रितः कर्मफलं कार्यं कर्म करोति यः । स संन्यासी च योगी च न निरग्निर्न चाक्रियः ॥ १ ॥ उद्धरेदात्मनात्मानं नात्मानमवसादयेत् । आत्मैव ह्यात्मनो बन्धुरात्मैव रिपुरात्मनः ॥ ५ ॥ यथा दीपो निवातस्थो नेङ्गते सोपमा स्मृता । योगिनो यतचित्तस्य युञ्जतो योगमात्मनः ॥ १९ ॥ यदा यदा हि धर्मस्य ग्लानिर्भवति भारत । अभ्युत्थानमधर्मस्य तदात्मानं सृजाम्यहम् ॥ ७ ॥ परित्राणाय साधूनां विनाशाय च दुष्कृताम् । धर्मसंस्थापनार्थाय सम्भवामि युगे युगे ॥ ८ ॥ जन्म कर्म च मे दिव्यमेवं यो वेत्ति तत्त्वतः । त्यक्त्वा देहं पुनर्जन्म नैति मामेति सोऽर्जुन ॥ ९ ॥ वीतरागभयक्रोधा मन्मया मामुपाश्रिताः । बहवो ज्ञानतपसा पूता मद्भावमागताः ॥ १० ॥ ये यथा मां प्रपद्यन्ते तांस्तथैव भजाम्यहम् । मम वर्त्मानुवर्तन्ते मनुष्याः पार्थ सर्वशः ॥ ११ ॥ चातुर्वर्ण्यं मया सृष्टं गुणकर्मविभागशः । तस्य कर्तारमपि मां विद्ध्यकर्तारमव्ययम् ॥ १३ ॥ न मां कर्माणि लिम्पन्ति न मे कर्मफले स्पृहा । इति मां योऽभिजानाति कर्मभिर्न स बध्यते ॥ १४ ॥ कर्मण्यकर्म यः पश्येदकर्मणि च कर्म यः । स बुद्धिमान्मनुष्येषु स युक्तः कृत्स्नकर्मकृत् ॥ १८ ॥ यस्य सर्वे समारम्भाः कामसंकल्पवर्जिताः । ज्ञानाग्निदग्धकर्माणं तमाहुः पण्डितं बुधाः ॥ १९ ॥ ब्रह्मार्पणं ब्रह्म हविर्ब्रह्माग्नौ ब्रह्मणा हुतम् । ब्रह्मैव तेन गन्तव्यं ब्रह्मकर्मसमाधिना ॥ २४ ॥ तद्विद्धि प्रणिपातेन परिप्रश्नेन सेवया । उपदेक्ष्यन्ति ते ज्ञानं ज्ञानिनस्तत्त्वदर्शिनः ॥ ३४ ॥ न हि ज्ञानेन सदृशं पवित्रमिह विद्यते । तत्स्वयं योगसंसिद्धः कालेनात्मनि विन्दति ॥ ३८ ॥ श्रद्धावाँल्लभते ज्ञानं तत्परः संयतेन्द्रियः । ज्ञानं लब्ध्वा परां शान्तिमचिरेणाधिगच्छति ॥ ३९ ॥ ॐ तत्सदिति ज्ञानकर्मसंन्यासयोगो नाम चतुर्थोऽध्यायः ॥ ४ ॥ पञ्चमोऽध्यायः ॥ अर्जुन उवाच ॥ संन्यासं कर्मणां कृष्ण पुनर्योगं च शंससि । यच्छ्रेय एतयोरेकं तन्मे ब्रूहि सुनिश्चितम् ॥ १ ॥ श्रीभगवानुवाच ॥ संन्यासः कर्मयोगश्च निःश्रेयसकरावुभौ । तयोस्तु कर्मसंन्यासात्कर्मयोगो विशिष्यते ॥ २ ॥ ज्ञेयः स नित्यसंन्यासी यो न द्वेष्टि न काङ्क्षति । निर्द्वन्द्वो हि महाबाहो सुखं बन्धात्प्रमुच्यते ॥ ३ ॥ ब्रह्मण्याधाय कर्माणि सङ्गं त्यक्त्वा करोति यः । लिप्यते न स पापेन पद्मपत्रमिवाम्भसा ॥ १० ॥ विद्याविनयसम्पन्ने ब्राह्मणे गवि हस्तिनि । शुनि चैव श्वपाके च पण्डिताः समदर्शिनः ॥ १८ ॥ ॐ तत्सदिति कर्मसंन्यासयोगो नाम पञ्चमोऽध्यायः ॥ ५ ॥ षष्ठोऽध्यायः ॥ श्रीभगवानुवाच ॥ अनाश्रितः कर्मफलं कार्यं कर्म करोति यः । स संन्यासी च योगी च न निरग्निर्न चाक्रियः ॥ १ ॥ उद्धरेदात्मनात्मानं नात्मानमवसादयेत् । आत्मैव ह्यात्मनो बन्धुरात्मैव रिपुरात्मनः ॥ ५ ॥ यथा दीपो निवातस्थो नेङ्गते सोपमा स्मृता । योगिनो यतचित्तस्य युञ्जतो योगमात्मनः ॥ १९ ॥ यदा यदा हि धर्मस्य ग्लानिर्भवति भारत । अभ्युत्थानमधर्मस्य तदात्मानं सृजाम्यहम् ॥ ७ ॥ परित्राणाय साधूनां विनाशाय च दुष्कृताम् । धर्मसंस्थापनार्थाय सम्भवामि युगे युगे ॥ ८ ॥ जन्म कर्म च मे दिव्यमेवं यो वेत्ति तत्त्वतः । त्यक्त्वा देहं पुनर्जन्म नैति मामेति सोऽर्जुन ॥ ९ ॥ वीतरागभयक्रोधा मन्मया मामुपाश्रिताः । बहवो ज्ञानतपसा पूता मद्भावमागताः ॥ १० ॥ ये यथा मां प्रपद्यन्ते तांस्तथैव भजाम्यहम् । मम वर्त्मानुवर्तन्ते मनुष्याः पार्थ सर्वशः ॥ ११ ॥ चातुर्वर्ण्यं मया सृष्टं गुणकर्मविभागशः । तस्य कर्तारमपि मां विद्ध्यकर्तारमव्ययम् ॥ १३ ॥ न मां कर्माणि लिम्पन्ति न मे कर्मफले स्पृहा । इति मां योऽभिजानाति कर्मभिर्न स बध्यते ॥ १४ ॥ कर्मण्यकर्म यः पश्येदकर्मणि च कर्म यः । स बुद्धिमान्मनुष्येषु स युक्तः कृत्स्नकर्मकृत् ॥ १८ ॥ यस्य सर्वे समारम्भाः कामसंकल्पवर्जिताः । ज्ञानाग्निदग्धकर्माणं तमाहुः पण्डितं बुधाः ॥ १९ ॥ ब्रह्मार्पणं ब्रह्म हविर्ब्रह्माग्नौ ब्रह्मणा हुतम् । ब्रह्मैव तेन गन्तव्यं ब्रह्मकर्मसमाधिना ॥ २४ ॥ तद्विद्धि प्रणिपातेन परिप्रश्नेन सेवया । उपदेक्ष्यन्ति ते ज्ञानं ज्ञानिनस्तत्त्वदर्शिनः ॥ ३४ ॥ न हि ज्ञानेन सदृशं पवित्रमिह विद्यते । तत्स्वयं योगसंसिद्धः कालेनात्मनि विन्दति ॥ ३८ ॥ श्रद्धावाँल्लभते ज्ञानं तत्परः संयतेन्द्रियः । ज्ञानं लब्ध्वा परां शान्तिमचिरेणाधिगच्छति ॥ ३९ ॥ ॐ तत्सदिति ज्ञानकर्मसंन्यासयोगो नाम चतुर्थोऽध्यायः ॥ ४ ॥ पञ्चमोऽध्यायः ॥ अर्जुन उवाच ॥ संन्यासं कर्मणां कृष्ण पुनर्योगं च शंससि । यच्छ्रेय एतयोरेकं तन्मे ब्रूहि सुनिश्चितम् ॥ १ ॥ श्रीभगवानुवाच ॥ संन्यासः कर्मयोगश्च निःश्रेयसकरावुभौ । तयोस्तु कर्मसंन्यासात्कर्मयोगो विशिष्यते ॥ २ ॥ ज्ञेयः स नित्यसंन्यासी यो न द्वेष्टि न काङ्क्षति । निर्द्वन्द्वो हि महाबाहो सुखं बन्धात्प्रमुच्यते ॥ ३ ॥ ब्रह्मण्याधाय कर्माणि सङ्गं त्यक्त्वा करोति यः । लिप्यते न स पापेन पद्मपत्रमिवाम्भसा ॥ १० ॥ विद्याविनयसम्पन्ने ब्राह्मणे गवि हस्तिनि । शुनि चैव श्वपाके च पण्डिताः समदर्शिनः ॥ १८ ॥ ॐ तत्सदिति कर्मसंन्यासयोगो नाम पञ्चमोऽध्यायः ॥ ५ ॥ षष्ठोऽध्यायः ॥ श्रीभगवानुवाच ॥ अनाश्रितः कर्मफलं कार्यं कर्म करोति यः । स संन्यासी च योगी च न निरग्निर्न चाक्रियः ॥ १ ॥ उद्धरेदात्मनात्मानं नात्मानमवसादयेत् । आत्मैव ह्यात्मनो बन्धुरात्मैव रिपुरात्मनः ॥ ५ ॥ यथा दीपो निवातस्थो नेङ्गते सोपमा स्मृता । योगिनो यतचित्तस्य युञ्जतो योगमात्मनः ॥ १९ ॥ यदा यदा हि धर्मस्य ग्लानिर्भवति भारत । अभ्युत्थानमधर्मस्य तदात्मानं सृजाम्यहम् ॥ ७ ॥ परित्राणाय साधूनां विनाशाय च दुष्कृताम् । धर्मसंस्थापनार्थाय सम्भवामि युगे युगे ॥ ८ ॥ जन्म कर्म च मे दिव्यमेवं यो वेत्ति तत्त्वतः । त्यक्त्वा देहं पुनर्जन्म नैति मामेति सोऽर्जुन ॥ ९ ॥ वीतरागभयक्रोधा मन्मया मामुपाश्रिताः । बहवो ज्ञानतपसा पूता मद्भावमागताः ॥ १० ॥ ये यथा मां प्रपद्यन्ते तांस्तथैव भजाम्यहम् । मम वर्त्मानुवर्तन्ते मनुष्याः पार्थ सर्वशः ॥ ११ ॥ चातुर्वर्ण्यं मया सृष्टं गुणकर्मविभागशः । तस्य कर्तारमपि मां विद्ध्यकर्तारमव्ययम् ॥ १३ ॥ न मां कर्माणि लिम्पन्ति न मे कर्मफले स्पृहा । इति मां योऽभिजानाति कर्मभिर्न स बध्यते ॥ १४ ॥ कर्मण्यकर्म यः पश्येदकर्मणि च कर्म यः । स बुद्धिमान्मनुष्येषु स युक्तः कृत्स्नकर्मकृत् ॥ १८ ॥ यस्य सर्वे समारम्भाः कामसंकल्पवर्जिताः । ज्ञानाग्निदग्धकर्माणं तमाहुः पण्डितं बुधाः ॥ १९ ॥ ब्रह्मार्पणं ब्रह्म हविर्ब्रह्माग्नौ ब्रह्मणा हुतम् । ब्रह्मैव तेन गन्तव्यं ब्रह्मकर्मसमाधिना ॥ २४ ॥ तद्विद्धि प्रणिपातेन परिप्रश्नेन सेवया । उपदेक्ष्यन्ति ते ज्ञानं ज्ञानिनस्तत्त्वदर्शिनः ॥ ३४ ॥ न हि ज्ञानेन सदृशं पवित्रमिह विद्यते । तत्स्वयं योगसंसिद्धः कालेनात्मनि विन्दति ॥ ३८ ॥ श्रद्धावाँल्लभते ज्ञानं तत्परः संयतेन्द्रियः । ज्ञानं लब्ध्वा परां शान्तिमचिरेणाधिगच्छति ॥ ३९ ॥ ॐ तत्सदिति ज्ञानकर्मसंन्यासयोगो नाम चतुर्थोऽध्यायः ॥ ४ ॥ पञ्चमोऽध्यायः ॥ अर्जुन उवाच ॥ संन्यासं कर्मणां कृष्ण पुनर्योगं च शंससि । यच्छ्रेय एतयोरेकं तन्मे ब्रूहि सुनिश्चितम् ॥ १ ॥ श्रीभगवानुवाच ॥ संन्यासः कर्मयोगश्च निःश्रेयसकरावुभौ । तयोस्तु कर्मसंन्यासात्कर्मयोगो विशिष्यते ॥ २ ॥ ज्ञेयः स नित्यसंन्यासी यो न द्वेष्टि न काङ्क्षति । निर्द्वन्द्वो हि महाबाहो सुखं बन्धात्प्रमुच्यते ॥ ३ ॥ ब्रह्मण्याधाय कर्माणि सङ्गं त्यक्त्वा करोति यः । लिप्यते न स पापेन पद्मपत्रमिवाम्भसा ॥ १० ॥ विद्याविनयसम्पन्ने ब्राह्मणे गवि हस्तिनि । शुनि चैव श्वपाके च पण्डिताः समदर्शिनः ॥ १८ ॥ ॐ तत्सदिति कर्मसंन्यासयोगो नाम पञ्चमोऽध्यायः ॥ ५ ॥ षष्ठोऽध्यायः ॥ श्रीभगवानुवाच ॥ अनाश्रितः कर्मफलं कार्यं कर्म करोति यः । स संन्यासी च योगी च न निरग्निर्न चाक्रियः ॥ १ ॥ उद्धरेदात्मनात्मानं नात्मानमवसादयेत् । आत्मैव ह्यात्मनो बन्धुरात्मैव रिपुरात्मनः ॥ ५ ॥ यथा दीपो निवातस्थो नेङ्गते सोपमा स्मृता । योगिनो यतचित्तस्य युञ्जतो योगमात्मनः ॥ १९ ॥ (625, 96, 763, 1018)
text-column-5 (622, 90, 768, 1448)
portrait-frame (44, 96, 181, 256)
text-column-1 (40, 90, 185, 1448)
krishna-portrait-icon (55, 96, 170, 256)
verse-text: ॐ तत्सदिति श्रीमद्भगवद्गीतासूपनिषत्सु ब्रह्मविद्यायां योगशास्त्रे श्रीकृष्णार्जुनसंवादे अर्जुनविषादयोगो नाम प्रथमोऽध्यायः ॥ १ ॥ द्वितीयोऽध्यायः ॥ संजय उवाच ॥ तं तथा कृपयाविष्टमश्रुपूर्णाकुलेक्षणम् । विषीदन्तमिदं वाक्यमुवाच मधुसूदनः ॥ १ ॥ श्रीभगवानुवाच ॥ कुतस्त्वा कश्मलमिदं विषमे समुपस्थितम् । अनार्यजुष्टमस्वर्ग्यमकीर्तिकरमर्जुन ॥ २ ॥ क्लैब्यं मा स्म गमः पार्थ नैतत्त्वय्युपपद्यते । क्षुद्रं हृदयदौर्बल्यं त्यक्त्वोत्तिष्ठ परंतप ॥ ३ ॥ अर्जुन उवाच ॥ कथं भीष्ममहं संख्ये द्रोणं च मधुसूदन । इषुभिः प्रतियोत्स्यामि पूजार्हावरिसूदन ॥ ४ ॥ गुरूनहत्वा हि महानुभावाञ्छ्रेयो भोक्तुं भैक्ष्यमपीह लोके । हत्वार्थकामांस्तु गुरूनिहैव भुञ्जीय भोगान्रुधिरप्रदिग्धान् ॥ ५ ॥ न चैतद्विद्मः कतरन्नो गरीयो यद्वा जयेम यदि वा नो जयेयुः । यानेव हत्वा न जिजीविषामस्तेऽवस्थिताः प्रमुखे धार्तराष्ट्राः ॥ ६ ॥ कार्पण्यदोषोपहतस्वभावः पृच्छामि त्वां धर्मसम्मूढचेताः । यच्छ्रेयः स्यान्निश्चितं ब्रूहि तन्मे शिष्यस्तेऽहं शाधि मां त्वां प्रपन्नम् ॥ ७ ॥ न हि प्रपश्यामि ममापनुद्याद्यच्छोकमुच्छोषणमिन्द्रियाणाम् । अवाप्य भूमावसपत्नमृद्धं राज्यं सुराणामपि चाधिपत्यम् ॥ ८ ॥ संजय उवाच ॥ एवमुक्त्वा हृषीकेशं गुडाकेशः परंतप । न योत्स्य इति गोविन्दमुक्त्वा तूष्णीं बभूव ह ॥ ९ ॥ तमुवाच हृषीकेशः प्रहसन्निव भारत । सेनयोरुभयोर्मध्ये विषीदन्तमिदं वचः ॥ १० ॥ श्रीभगवानुवाच ॥ अशोच्यानन्वशोचस्त्वं प्रज्ञावादांश्च भाषसे । गतासूनगतासूंश्च नानुशोचन्ति पण्डिताः ॥ ११ ॥ न त्वेवाहं जातु नासं न त्वं नेमे जनाधिपाः । न चैव न भविष्यामः सर्वे वयमतः परम् ॥ १२ ॥ देहिनोऽस्मिन्यथा देहे कौमारं यौवनं जरा । तथा देहान्तरप्राप्तिर्धीरस्तत्र न मुह्यति ॥ १३ ॥ मात्रास्पर्शास्तु कौन्तेय शीतोष्णसुखदुःखदाः । आगमापायिनोऽनित्यास्तांस्तितिक्षस्व भारत ॥ १४ ॥ यं हि न व्यथयन्त्येते पुरुषं पुरुषर्षभ । समदुःखसुखं धीरं सोऽमृतत्वाय कल्पते ॥ १५ ॥ नासतो विद्यते भावो नाभावो विद्यते सतः । उभयोरपि दृष्टोऽन्तस्त्वनयोस्तत्त्वदर्शिभिः ॥ १६ ॥ अविनाशि तु तद्विद्धि येन सर्वमिदं ततम् । विनाशमव्ययस्यास्य न कश्चित्कर्तुमर्हति ॥ १७ ॥ अन्तवन्त इमे देहा नित्यस्योक्ताः शरीरिणः । अनाशिनोऽप्रमेयस्य तस्माद्युध्यस्व भारत ॥ १८ ॥ य एनं वेत्ति हन्तारं यश्चैनं मन्यते हतम् । उभौ तौ न विजानीतो नायं हन्ति न हन्यते ॥ १९ ॥ न जायते म्रियते वा कदाचिन्नायं भूत्वा भविता वा न भूयः । अजो नित्यः शाश्वतोऽयं पुराणो न हन्यते हन्यमाने शरीरे ॥ २० ॥ वासांसि जीर्णानि यथा विहाय नवानि गृह्णाति नरोऽपराणि । तथा शरीराणि विहाय जीर्णान्यन्यानि संयाति नवानि देही ॥ २२ ॥ नैनं छिन्दन्ति शस्त्राणि नैनं दहति पावकः । न चैनं क्लेदयन्त्यापो न शोषयति मारुतः ॥ २३ ॥ अच्छेद्योऽयमदाह्योऽयमक्लेद्योऽशोष्य एव च । नित्यः सर्वगतः स्थाणुरचलोऽयं सनातनः ॥ २४ ॥ अव्यक्तोऽयमचिन्त्योऽयमविकार्योऽयमुच्यते । तस्मादेवं विदित्वैनं नानुशोचितुमर्हसि ॥ २५ ॥ जातस्य हि ध्रुवो मृत्युर्ध्रुवं जन्म मृतस्य च । तस्मादपरिहार्येऽर्थे न त्वं शोचितुमर्हसि ॥ २७ ॥ स्वधर्ममपि चावेक्ष्य न विकम्पितुमर्हसि । धर्म्याद्धि युद्धाच्छ्रेयोऽन्यत्क्षत्रियस्य न विद्यते ॥ ३१ ॥ ॐ तत्सदिति श्रीमद्भगवद्गीतासूपनिषत्सु ब्रह्मविद्यायां योगशास्त्रे श्रीकृष्णार्जुनसंवादे अर्जुनविषादयोगो नाम प्रथमोऽध्यायः ॥ १ ॥ द्वितीयोऽध्यायः ॥ संजय उवाच ॥ तं तथा कृपयाविष्टमश्रुपूर्णाकुलेक्षणम् । विषीदन्तमिदं वाक्यमुवाच मधुसूदनः ॥ १ ॥ श्रीभगवानुवाच ॥ कुतस्त्वा कश्मलमिदं विषमे समुपस्थितम् । अनार्यजुष्टमस्वर्ग्यमकीर्तिकरमर्जुन ॥ २ ॥ क्लैब्यं मा स्म गमः पार्थ नैतत्त्वय्युपपद्यते । क्षुद्रं हृदयदौर्बल्यं त्यक्त्वोत्तिष्ठ परंतप ॥ ३ ॥ अर्जुन उवाच ॥ कथं भीष्ममहं संख्ये द्रोणं च मधुसूदन । इषुभिः प्रतियोत्स्यामि पूजार्हावरिसूदन ॥ ४ ॥ गुरूनहत्वा हि महानुभावाञ्छ्रेयो भोक्तुं भैक्ष्यमपीह लोके । हत्वार्थकामांस्तु गुरूनिहैव भुञ्जीय भोगान्रुधिरप्रदिग्धान् ॥ ५ ॥ न चैतद्विद्मः कतरन्नो गरीयो यद्वा जयेम यदि वा नो जयेयुः । यानेव हत्वा न जिजीविषामस्तेऽवस्थिताः प्रमुखे धार्तराष्ट्राः ॥ ६ ॥ कार्पण्यदोषोपहतस्वभावः पृच्छामि त्वां धर्मसम्मूढचेताः । यच्छ्रेयः स्यान्निश्चितं ब्रूहि तन्मे शिष्यस्तेऽहं शाधि मां त्वां प्रपन्नम् ॥ ७ ॥ न हि प्रपश्यामि ममापनुद्याद्यच्छोकमुच्छोषणमिन्द्रियाणाम् । अवाप्य भूमावसपत्नमृद्धं राज्यं सुराणामपि चाधिपत्यम् ॥ ८ ॥ संजय उवाच ॥ एवमुक्त्वा हृषीकेशं गुडाकेशः परंतप । न योत्स्य इति गोविन्दमुक्त्वा तूष्णीं बभूव ह ॥ ९ ॥ तमुवाच हृषीकेशः प्रहसन्निव भारत । सेनयोरुभयोर्मध्ये विषीदन्तमिदं वचः ॥ १० ॥ श्रीभगवानुवाच ॥ अशोच्यानन्वशोचस्त्वं प्रज्ञावादांश्च भाषसे । गतासूनगतासूंश्च नानुशोचन्ति पण्डिताः ॥ ११ ॥ न त्वेवाहं जातु नासं न त्वं नेमे जनाधिपाः । न चैव न भविष्यामः सर्वे वयमतः परम् ॥ १२ ॥ देहिनोऽस्मिन्यथा देहे कौमारं यौवनं जरा । तथा देहान्तरप्राप्तिर्धीरस्तत्र न मुह्यति ॥ १३ ॥ मात्रास्पर्शास्तु कौन्तेय शीतोष्णसुखदुःखदाः । आगमापायिनोऽनित्यास्तांस्तितिक्षस्व भारत ॥ १४ ॥ यं हि न व्यथयन्त्येते पुरुषं पुरुषर्षभ । समदुःखसुखं धीरं सोऽमृतत्वाय कल्पते ॥ १५ ॥ नासतो विद्यते भावो नाभावो विद्यते सतः । उभयोरपि दृष्टोऽन्तस्त्वनयोस्तत्त्वदर्शिभिः ॥ १६ ॥ अविनाशि तु तद्विद्धि येन सर्वमिदं ततम् । विनाशमव्ययस्यास्य न कश्चित्कर्तुमर्हति ॥ १७ ॥ अन्तवन्त इमे देहा नित्यस्योक्ताः शरीरिणः । अनाशिनोऽप्रमेयस्य तस्माद्युध्यस्व भारत ॥ १८ ॥ य एनं वेत्ति हन्तारं यश्चैनं मन्यते हतम् । उभौ तौ न विजानीतो नायं हन्ति न हन्यते ॥ १९ ॥ न जायते म्रियते वा कदाचिन्नायं भूत्वा भविता वा न भूयः । अजो नित्यः शाश्वतोऽयं पुराणो न हन्यते हन्यमाने शरीरे ॥ २० ॥ वासांसि जीर्णानि यथा विहाय नवानि गृह्णाति नरोऽपराणि । तथा शरीराणि विहाय जीर्णान्यन्यानि संयाति नवानि देही ॥ २२ ॥ नैनं छिन्दन्ति शस्त्राणि नैनं दहति पावकः । न चैनं क्लेदयन्त्यापो न शोषयति मारुतः ॥ २३ ॥ अच्छेद्योऽयमदाह्योऽयमक्लेद्योऽशोष्य एव च । नित्यः सर्वगतः स्थाणुरचलोऽयं सनातनः ॥ २४ ॥ अव्यक्तोऽयमचिन्त्योऽयमविकार्योऽयमुच्यते । तस्मादेवं विदित्वैनं नानुशोचितुमर्हसि ॥ २५ ॥ जातस्य हि ध्रुवो मृत्युर्ध्रुवं जन्म मृतस्य च । तस्मादपरिहार्येऽर्थे न त्वं शोचितुमर्हसि ॥ २७ ॥ स्वधर्ममपि चावेक्ष्य न विकम्पितुमर्हसि । धर्म्याद्धि युद्धाच्छ्रेयोऽन्यत्क्षत्रियस्य न विद्यते ॥ ३१ ॥ ॐ तत्सदिति श्रीमद्भगवद्गीतासूपनिषत्सु ब्रह्मविद्यायां योगशास्त्रे श्रीकृष्णार्जुनसंवादे अर्जुनविषादयोगो नाम प्रथमोऽध्यायः ॥ १ ॥ द्वितीयोऽध्यायः ॥ संजय उवाच ॥ तं तथा कृपयाविष्टमश्रुपूर्णाकुलेक्षणम् । विषीदन्तमिदं वाक्यमुवाच मधुसूदनः ॥ १ ॥ श्रीभगवानुवाच ॥ कुतस्त्वा कश्मलमिदं विषमे समुपस्थितम् । अनार्यजुष्टमस्वर्ग्यमकीर्तिकरमर्जुन ॥ २ ॥ क्लैब्यं मा स्म गमः पार्थ नैतत्त्वय्युपपद्यते । क्षुद्रं हृदयदौर्बल्यं त्यक्त्वोत्तिष्ठ परंतप ॥ ३ ॥ अर्जुन उवाच ॥ कथं भीष्ममहं संख्ये द्रोणं च मधुसूदन । इषुभिः प्रतियोत्स्यामि पूजार्हावरिसूदन ॥ ४ ॥ गुरूनहत्वा हि महानुभावाञ्छ्रेयो भोक्तुं भैक्ष्यमपीह लोके । हत्वार्थकामांस्तु गुरूनिहैव भुञ्जीय भोगान्रुधिरप्रदिग्धान् ॥ ५ ॥ न चैतद्विद्मः कतरन्नो गरीयो यद्वा जयेम यदि वा नो जयेयुः । यानेव हत्वा न जिजीविषामस्तेऽवस्थिताः प्रमुखे धार्तराष्ट्राः ॥ ६ ॥ कार्पण्यदोषोपहतस्वभावः पृच्छामि त्वां धर्मसम्मूढचेताः । यच्छ्रेयः स्यान्निश्चितं ब्रूहि तन्मे शिष्यस्तेऽहं शाधि मां त्वां प्रपन्नम् ॥ ७ ॥ न हि प्रपश्यामि ममापनुद्याद्यच्छोकमुच्छोषणमिन्द्रियाणाम् । अवाप्य भूमावसपत्नमृद्धं राज्यं सुराणामपि चाधिपत्यम् ॥ ८ ॥ संजय उवाच ॥ एवमुक्त्वा हृषीकेशं गुडाकेशः परंतप । न योत्स्य इति गोविन्दमुक्त्वा तूष्णीं बभूव ह ॥ ९ ॥ तमुवाच हृषीकेशः प्रहसन्निव भारत । सेनयोरुभयोर्मध्ये विषीदन्तमिदं वचः ॥ १० ॥ श्रीभगवानुवाच ॥ अशोच्यानन्वशोचस्त्वं प्रज्ञावादांश्च भाषसे । गतासूनगतासूंश्च नानुशोचन्ति पण्डिताः ॥ ११ ॥ न त्वेवाहं जातु नासं न त्वं नेमे जनाधिपाः । न चैव न भविष्यामः सर्वे वयमतः परम् ॥ १२ ॥ देहिनोऽस्मिन्यथा देहे कौमारं यौवनं जरा । तथा देहान्तरप्राप्तिर्धीरस्तत्र न मुह्यति ॥ १३ ॥ मात्रास्पर्शास्तु कौन्तेय शीतोष्णसुखदुःखदाः । आगमापायिनोऽनित्यास्तांस्तितिक्षस्व भारत ॥ १४ ॥ यं हि न व्यथयन्त्येते पुरुषं पुरुषर्षभ । समदुःखसुखं धीरं सोऽमृतत्वाय कल्पते ॥ १५ ॥ नासतो विद्यते भावो नाभावो विद्यते सतः । उभयोरपि दृष्टोऽन्तस्त्वनयोस्तत्त्वदर्शिभिः ॥ १६ ॥ अविनाशि तु तद्विद्धि येन सर्वमिदं ततम् । विनाशमव्ययस्यास्य न कश्चित्कर्तुमर्हति ॥ १७ ॥ अन्तवन्त इमे देहा नित्यस्योक्ताः शरीरिणः । अनाशिनोऽप्रमेयस्य तस्माद्युध्यस्व भारत ॥ १८ ॥ य एनं वेत्ति हन्तारं यश्चैनं मन्यते हतम् । उभौ तौ न विजानीतो नायं हन्ति न हन्यते ॥ १९ ॥ न जायते म्रियते वा कदाचिन्नायं भूत्वा भविता वा न भूयः । अजो नित्यः शाश्वतोऽयं पुराणो न हन्यते हन्यमाने शरीरे ॥ २० ॥ वासांसि जीर्णानि यथा विहाय नवानि गृह्णाति नरोऽपराणि । तथा शरीराणि विहाय जीर्णान्यन्यानि संयाति नवानि देही ॥ २२ ॥ नैनं छिन्दन्ति शस्त्राणि नैनं दहति पावकः । न चैनं क्लेदयन्त्यापो न शोषयति मारुतः ॥ २३ ॥ अच्छेद्योऽयमदाह्योऽयमक्लेद्योऽशोष्य एव च । नित्यः सर्वगतः स्थाणुरचलोऽयं सनातनः ॥ २४ ॥ अव्यक्तोऽयमचिन्त्योऽयमविकार्योऽयमुच्यते । तस्मादेवं विदित्वैनं नानुशोचितुमर्हसि ॥ २५ ॥ जातस्य हि ध्रुवो मृत्युर्ध्रुवं जन्म मृतस्य च । तस्मादपरिहार्येऽर्थे न त्वं शोचितुमर्हसि ॥ २७ ॥ स्वधर्ममपि चावेक्ष्य न विकम्पितुमर्हसि । धर्म्याद्धि युद्धाच्छ्रेयोऽन्यत्क्षत्रियस्य न विद्यते ॥ ३१ ॥ ॐ तत्सदिति श्रीमद्भगवद्गीतासूपनिषत्सु ब्रह्मविद्यायां योगशास्त्रे श्रीकृष्णार्जुनसंवादे अर्जुनविषादयोगो नाम प्रथमोऽध्यायः ॥ १ ॥ द्वितीयोऽध्यायः ॥ संजय उवाच ॥ तं तथा कृपयाविष्टमश्रुपूर्णाकुलेक्षणम् । विषीदन्तमिदं वाक्यमुवाच मधुसूदनः ॥ १ ॥ श्रीभगवानुवाच ॥ कुतस्त्वा कश्मलमिदं विषमे समुपस्थितम् । अनार्यजुष्टमस्वर्ग्यमकीर्तिकरमर्जुन ॥ २ ॥ क्लैब्यं मा स्म गमः पार्थ नैतत्त्वय्युपपद्यते । क्षुद्रं हृदयदौर्बल्यं त्यक्त्वोत्तिष्ठ परंतप ॥ ३ ॥ अर्जुन उवाच ॥ कथं भीष्ममहं संख्ये द्रोणं च मधुसूदन । इषुभिः प्रतियोत्स्यामि पूजार्हावरिसूदन ॥ ४ ॥ गुरूनहत्वा हि महानुभावाञ्छ्रेयो भोक्तुं भैक्ष्यमपीह लोके । हत्वार्थकामांस्तु गुरूनिहैव भुञ्जीय भोगान्रुधिरप्रदिग्धान् ॥ ५ ॥ न चैतद्विद्मः कतरन्नो गरीयो यद्वा जयेम यदि वा नो जयेयुः । यानेव हत्वा न जिजीविषामस्तेऽवस्थिताः प्रमुखे धार्तराष्ट्राः ॥ ६ ॥ कार्पण्यदोषोपहतस्वभावः पृच्छामि त्वां धर्मसम्मूढचेताः । यच्छ्रेयः स्यान्निश्चितं ब्रूहि तन्मे शिष्यस्तेऽहं शाधि मां त्वां प्रपन्नम् ॥ ७ ॥ न हि प्रपश्यामि ममापनुद्याद्यच्छोकमुच्छोषणमिन्द्रियाणाम् । अवाप्य भूमावसपत्नमृद्धं राज्यं सुराणामपि चाधिपत्यम् ॥ ८ ॥ संजय उवाच ॥ एवमुक्त्वा हृषीकेशं गुडाकेशः परंतप । न योत्स्य इति गोविन्दमुक्त्वा तूष्णीं बभूव ह ॥ ९ ॥ तमुवाच हृषीकेशः प्रहसन्निव भारत । सेनयोरुभयोर्मध्ये विषीदन्तमिदं वचः ॥ १० ॥ श्रीभगवानुवाच ॥ अशोच्यानन्वशोचस्त्वं प्रज्ञावादांश्च भाषसे । गतासूनगतासूंश्च नानुशोचन्ति पण्डिताः ॥ ११ ॥ न त्वेवाहं जातु नासं न त्वं नेमे जनाधिपाः । न चैव न भविष्यामः सर्वे वयमतः परम् ॥ १२ ॥ देहिनोऽस्मिन्यथा देहे कौमारं यौवनं जरा । तथा देहान्तरप्राप्तिर्धीरस्तत्र न मुह्यति ॥ १३ ॥ मात्रास्पर्शास्तु कौन्तेय शीतोष्णसुखदुःखदाः । आगमापायिनोऽनित्यास्तांस्तितिक्षस्व भारत ॥ १४ ॥ यं हि न व्यथयन्त्येते पुरुषं पुरुषर्षभ । समदुःखसुखं धीरं सोऽमृतत्वाय कल्पते ॥ १५ ॥ नासतो विद्यते भावो नाभावो विद्यते सतः । उभयोरपि दृष्टोऽन्तस्त्वनयोस्तत्त्वदर्शिभिः ॥ १६ ॥ अविनाशि तु तद्विद्धि येन सर्वमिदं ततम् । विनाशमव्ययस्यास्य न कश्चित्कर्तुमर्हति ॥ १७ ॥ अन्तवन्त इमे देहा नित्यस्योक्ताः शरीरिणः । अनाशिनोऽप्रमेयस्य तस्माद्युध्यस्व भारत ॥ १८ ॥ य एनं वेत्ति हन्तारं यश्चैनं मन्यते हतम् । उभौ तौ न विजानीतो नायं हन्ति न हन्यते ॥ १९ ॥ न जायते म्रियते वा कदाचिन्नायं भूत्वा भविता वा न भूयः । अजो नित्यः शाश्वतोऽयं पुराणो न हन्यते हन्यमाने शरीरे ॥ २० ॥ वासांसि जीर्णानि यथा विहाय नवानि गृह्णाति नरोऽपराणि । तथा शरीराणि विहाय जीर्णान्यन्यानि संयाति नवानि देही ॥ २२ ॥ नैनं छिन्दन्ति शस्त्राणि नैनं दहति पावकः । न चैनं क्लेदयन्त्यापो न शोषयति मारुतः ॥ २३ ॥ अच्छेद्योऽयमदाह्योऽयमक्लेद्योऽशोष्य एव च । नित्यः सर्वगतः स्थाणुरचलोऽयं सनातनः ॥ २४ ॥ अव्यक्तोऽयमचिन्त्योऽयमविकार्योऽयमुच्यते । तस्मादेवं विदित्वैनं नानुशोचितुमर्हसि ॥ २५ ॥ जातस्य हि ध्रुवो मृत्युर्ध्रुवं जन्म मृतस्य च । तस्मादपरिहार्येऽर्थे न त्वं शोचितुमर्हसि ॥ २७ ॥ स्वधर्ममपि चावेक्ष्य न विकम्पितुमर्हसि । धर्म्याद्धि युद्धाच्छ्रेयोऽन्यत्क्षत्रियस्य न विद्यते ॥ ३१ ॥ (189, 96, 327, 1312)
page-title: श्रीमद्भगवद्गीता (412, 38, 704, 92)
bottom-rule (40, 1462, 1058, 1464)
text-columns (40, 90, 1058, 1448)
text-column-7 (913, 90, 1059, 1448)
text-column-2 (185, 90, 331, 1448)
verse-text: सप्तमोऽध्यायः ॥ श्रीभगवानुवाच ॥ मय्यासक्तमनाः पार्थ योगं युञ्जन्मदाश्रयः । असंशयं समग्रं मां यथा ज्ञास्यसि तच्छृणु ॥ १ ॥ भूमिरापोऽनलो वायुः खं मनो बुद्धिरेव च । अहंकार इतीयं मे भिन्ना प्रकृतिरष्टधा ॥ ४ ॥ मत्तः परतरं नान्यत्किंचिदस्ति धनंजय । मयि सर्वमिदं प्रोतं सूत्रे मणिगणा इव ॥ ७ ॥ रसोऽहमप्सु कौन्तेय प्रभास्मि शशिसूर्ययोः । प्रणवः सर्ववेदेषु शब्दः खे पौरुषं नृषु ॥ ८ ॥ दैवी ह्येषा गुणमयी मम माया दुरत्यया । मामेव ये प्रपद्यन्ते मायामेतां तरन्ति ते ॥ १४ ॥ चतुर्विधा भजन्ते मां जनाः सुकृतिनोऽर्जुन । आर्तो जिज्ञासुरर्थार्थी ज्ञानी च भरतर्षभ ॥ १६ ॥ बहूनां जन्मनामन्ते ज्ञानवान्मां प्रपद्यते । वासुदेवः सर्वमिति स महात्मा सुदुर्लभः ॥ १९ ॥ ॐ तत्सदिति ज्ञानविज्ञानयोगो नाम सप्तमोऽध्यायः ॥ ७ ॥ अष्टमोऽध्यायः ॥ अर्जुन उवाच ॥ किं तद्ब्रह्म किमध्यात्मं किं कर्म पुरुषोत्तम । अधिभूतं च किं प्रोक्तमधिदैवं किमुच्यते ॥ १ ॥ श्रीभगवानुवाच ॥ अक्षरं ब्रह्म परमं स्वभावोऽध्यात्ममुच्यते । भूतभावोद्भवकरो विसर्गः कर्मसंज्ञितः ॥ ३ ॥ अन्तकाले च मामेव स्मरन्मुक्त्वा कलेवरम् । यः प्रयाति स मद्भावं याति नास्त्यत्र संशयः ॥ ५ ॥ तस्मात्सर्वेषु कालेषु मामनुस्मर युध्य च । मय्यर्पितमनोबुद्धिर्मामेवैष्यस्यसंशयम् ॥ ७ ॥ ॐ तत्सदिति अक्षरब्रह्मयोगो नाम अष्टमोऽध्यायः ॥ ८ ॥ नवमोऽध्यायः ॥ श्रीभगवानुवाच ॥ इदं तु ते गुह्यतमं प्रवक्ष्याम्यनसूयवे । ज्ञानं विज्ञानसहितं यज्ज्ञात्वा मोक्ष्यसेऽशुभात् ॥ १ ॥ पत्रं पुष्पं फलं तोयं यो मे भक्त्या प्रयच्छति । तदहं भक्त्युपहृतमश्नामि प्रयतात्मनः ॥ २६ ॥ मन्मना भव मद्भक्तो मद्याजी मां नमस्कुरु । मामेवैष्यसि युक्त्वैवमात्मानं मत्परायणः ॥ ३४ ॥ ॐ तत्सदिति राजविद्याराजगुह्ययोगो नाम नवमोऽध्यायः ॥ ९ ॥ दशमोऽध्यायः ॥ अहमात्मा गुडाकेश सर्वभूताशयस्थितः । अहमादिश्च मध्यं च भूतानामन्त एव च ॥ २० ॥ सप्तमोऽध्यायः ॥ श्रीभगवानुवाच ॥ मय्यासक्तमनाः पार्थ योगं युञ्जन्मदाश्रयः । असंशयं समग्रं मां यथा ज्ञास्यसि तच्छृणु ॥ १ ॥ भूमिरापोऽनलो वायुः खं मनो बुद्धिरेव च । अहंकार इतीयं मे भिन्ना प्रकृतिरष्टधा ॥ ४ ॥ मत्तः परतरं नान्यत्किंचिदस्ति धनंजय । मयि सर्वमिदं प्रोतं सूत्रे मणिगणा इव ॥ ७ ॥ रसोऽहमप्सु कौन्तेय प्रभास्मि शशिसूर्ययोः । प्रणवः सर्ववेदेषु शब्दः खे पौरुषं नृषु ॥ ८ ॥ दैवी ह्येषा गुणमयी मम माया दुरत्यया । मामेव ये प्रपद्यन्ते मायामेतां तरन्ति ते ॥ १४ ॥ चतुर्विधा भजन्ते मां जनाः सुकृतिनोऽर्जुन । आर्तो जिज्ञासुरर्थार्थी ज्ञानी च भरतर्षभ ॥ १६ ॥ बहूनां जन्मनामन्ते ज्ञानवान्मां प्रपद्यते । वासुदेवः सर्वमिति स महात्मा सुदुर्लभः ॥ १९ ॥ ॐ तत्सदिति ज्ञानविज्ञानयोगो नाम सप्तमोऽध्यायः ॥ ७ ॥ अष्टमोऽध्यायः ॥ अर्जुन उवाच ॥ किं तद्ब्रह्म किमध्यात्मं किं कर्म पुरुषोत्तम । अधिभूतं च किं प्रोक्तमधिदैवं किमुच्यते ॥ १ ॥ श्रीभगवानुवाच ॥ अक्षरं ब्रह्म परमं स्वभावोऽध्यात्ममुच्यते । भूतभावोद्भवकरो विसर्गः कर्मसंज्ञितः ॥ ३ ॥ अन्तकाले च मामेव स्मरन्मुक्त्वा कलेवरम् । यः प्रयाति स मद्भावं याति नास्त्यत्र संशयः ॥ ५ ॥ तस्मात्सर्वेषु कालेषु मामनुस्मर युध्य च । मय्यर्पितमनोबुद्धिर्मामेवैष्यस्यसंशयम् ॥ ७ ॥ ॐ तत्सदिति अक्षरब्रह्मयोगो नाम अष्टमोऽध्यायः ॥ ८ ॥ नवमोऽध्यायः ॥ श्रीभगवानुवाच ॥ इदं तु ते गुह्यतमं प्रवक्ष्याम्यनसूयवे । ज्ञानं विज्ञानसहितं यज्ज्ञात्वा मोक्ष्यसेऽशुभात् ॥ १ ॥ पत्रं पुष्पं फलं तोयं यो मे भक्त्या प्रयच्छति । तदहं भक्त्युपहृतमश्नामि प्रयतात्मनः ॥ २६ ॥ मन्मना भव मद्भक्तो मद्याजी मां नमस्कुरु । मामेवैष्यसि युक्त्वैवमात्मानं मत्परायणः ॥ ३४ ॥ ॐ तत्सदिति राजविद्याराजगुह्ययोगो नाम नवमोऽध्यायः ॥ ९ ॥ दशमोऽध्यायः ॥ अहमात्मा गुडाकेश सर्वभूताशयस्थितः । अहमादिश्च मध्यं च भूतानामन्त एव च ॥ २० ॥ सप्तमोऽध्यायः ॥ श्रीभगवानुवाच ॥ मय्यासक्तमनाः पार्थ योगं युञ्जन्मदाश्रयः । असंशयं समग्रं मां यथा ज्ञास्यसि तच्छृणु ॥ १ ॥ भूमिरापोऽनलो वायुः खं मनो बुद्धिरेव च । अहंकार इतीयं मे भिन्ना प्रकृतिरष्टधा ॥ ४ ॥ मत्तः परतरं नान्यत्किंचिदस्ति धनंजय । मयि सर्वमिदं प्रोतं सूत्रे मणिगणा इव ॥ ७ ॥ रसोऽहमप्सु कौन्तेय प्रभास्मि शशिसूर्ययोः । प्रणवः सर्ववेदेषु शब्दः खे पौरुषं नृषु ॥ ८ ॥ दैवी ह्येषा गुणमयी मम माया दुरत्यया । मामेव ये प्रपद्यन्ते मायामेतां तरन्ति ते ॥ १४ ॥ चतुर्विधा भजन्ते मां जनाः सुकृतिनोऽर्जुन । आर्तो जिज्ञासुरर्थार्थी ज्ञानी च भरतर्षभ ॥ १६ ॥ बहूनां जन्मनामन्ते ज्ञानवान्मां प्रपद्यते । वासुदेवः सर्वमिति स महात्मा सुदुर्लभः ॥ १९ ॥ ॐ तत्सदिति ज्ञानविज्ञानयोगो नाम सप्तमोऽध्यायः ॥ ७ ॥ अष्टमोऽध्यायः ॥ अर्जुन उवाच ॥ किं तद्ब्रह्म किमध्यात्मं किं कर्म पुरुषोत्तम । अधिभूतं च किं प्रोक्तमधिदैवं किमुच्यते ॥ १ ॥ श्रीभगवानुवाच ॥ अक्षरं ब्रह्म परमं स्वभावोऽध्यात्ममुच्यते । भूतभावोद्भवकरो विसर्गः कर्मसंज्ञितः ॥ ३ ॥ अन्तकाले च मामेव स्मरन्मुक्त्वा कलेवरम् । यः प्रयाति स मद्भावं याति नास्त्यत्र संशयः ॥ ५ ॥ तस्मात्सर्वेषु कालेषु मामनुस्मर युध्य च । मय्यर्पितमनोबुद्धिर्मामेवैष्यस्यसंशयम् ॥ ७ ॥ ॐ तत्सदिति अक्षरब्रह्मयोगो नाम अष्टमोऽध्यायः ॥ ८ ॥ नवमोऽध्यायः ॥ श्रीभगवानुवाच ॥ इदं तु ते गुह्यतमं प्रवक्ष्याम्यनसूयवे । ज्ञानं विज्ञानसहितं यज्ज्ञात्वा मोक्ष्यसेऽशुभात् ॥ १ ॥ पत्रं पुष्पं फलं तोयं यो मे भक्त्या प्रयच्छति । तदहं भक्त्युपहृतमश्नामि प्रयतात्मनः ॥ २६ ॥ मन्मना भव मद्भक्तो मद्याजी मां नमस्कुरु । मामेवैष्यसि युक्त्वैवमात्मानं मत्परायणः ॥ ३४ ॥ ॐ तत्सदिति राजविद्याराजगुह्ययोगो नाम नवमोऽध्यायः ॥ ९ ॥ दशमोऽध्यायः ॥ अहमात्मा गुडाकेश सर्वभूताशयस्थितः । अहमादिश्च मध्यं च भूतानामन्त एव च ॥ २० ॥ सप्तमोऽध्यायः ॥ श्रीभगवानुवाच ॥ मय्यासक्तमनाः पार्थ योगं युञ्जन्मदाश्रयः । असंशयं समग्रं मां यथा ज्ञास्यसि तच्छृणु ॥ १ ॥ भूमिरापोऽनलो वायुः खं मनो बुद्धिरेव च । अहंकार इतीयं मे भिन्ना प्रकृतिरष्टधा ॥ ४ ॥ मत्तः परतरं नान्यत्किंचिदस्ति धनंजय । मयि सर्वमिदं प्रोतं सूत्रे मणिगणा इव ॥ ७ ॥ रसोऽहमप्सु कौन्तेय प्रभास्मि शशिसूर्ययोः । प्रणवः सर्ववेदेषु शब्दः खे पौरुषं नृषु ॥ ८ ॥ दैवी ह्येषा गुणमयी मम माया दुरत्यया । मामेव ये प्रपद्यन्ते मायामेतां तरन्ति ते ॥ १४ ॥ चतुर्विधा भजन्ते मां जनाः सुकृतिनोऽर्जुन । आर्तो जिज्ञासुरर्थार्थी ज्ञानी च भरतर्षभ ॥ १६ ॥ बहूनां जन्मनामन्ते ज्ञानवान्मां प्रपद्यते । वासुदेवः सर्वमिति स महात्मा सुदुर्लभः ॥ १९ ॥ ॐ तत्सदिति ज्ञानविज्ञानयोगो नाम सप्तमोऽध्यायः ॥ ७ ॥ अष्टमोऽध्यायः ॥ अर्जुन उवाच ॥ किं तद्ब्रह्म किमध्यात्मं किं कर्म पुरुषोत्तम । अधिभूतं च किं प्रोक्तमधिदैवं किमुच्यते ॥ १ ॥ श्रीभगवानुवाच ॥ अक्षरं ब्रह्म परमं स्वभावोऽध्यात्ममुच्यते । भूतभावोद्भवकरो विसर्गः कर्मसंज्ञितः ॥ ३ ॥ अन्तकाले च मामेव स्मरन्मुक्त्वा कलेवरम् । यः प्रयाति स मद्भावं याति नास्त्यत्र संशयः ॥ ५ ॥ तस्मात्सर्वेषु कालेषु मामनुस्मर युध्य च । मय्यर्पितमनोबुद्धिर्मामेवैष्यस्यसंशयम् ॥ ७ ॥ ॐ तत्सदिति अक्षरब्रह्मयोगो नाम अष्टमोऽध्यायः ॥ ८ ॥ नवमोऽध्यायः ॥ श्रीभगवानुवाच ॥ इदं तु ते गुह्यतमं प्रवक्ष्याम्यनसूयवे । ज्ञानं विज्ञानसहितं यज्ज्ञात्वा मोक्ष्यसेऽशुभात् ॥ १ ॥ पत्रं पुष्पं फलं तोयं यो मे भक्त्या प्रयच्छति । तदहं भक्त्युपहृतमश्नामि प्रयतात्मनः ॥ २६ ॥ मन्मना भव मद्भक्तो मद्याजी मां नमस्कुरु । मामेवैष्यसि युक्त्वैवमात्मानं मत्परायणः ॥ ३४ ॥ ॐ तत्सदिति राजविद्याराजगुह्ययोगो नाम नवमोऽध्यायः ॥ ९ ॥ दशमोऽध्यायः ॥ अहमात्मा गुडाकेश सर्वभूताशयस्थितः । अहमादिश्च मध्यं च भूतानामन्त एव च ॥ २० ॥ (771, 96, 909, 818)
